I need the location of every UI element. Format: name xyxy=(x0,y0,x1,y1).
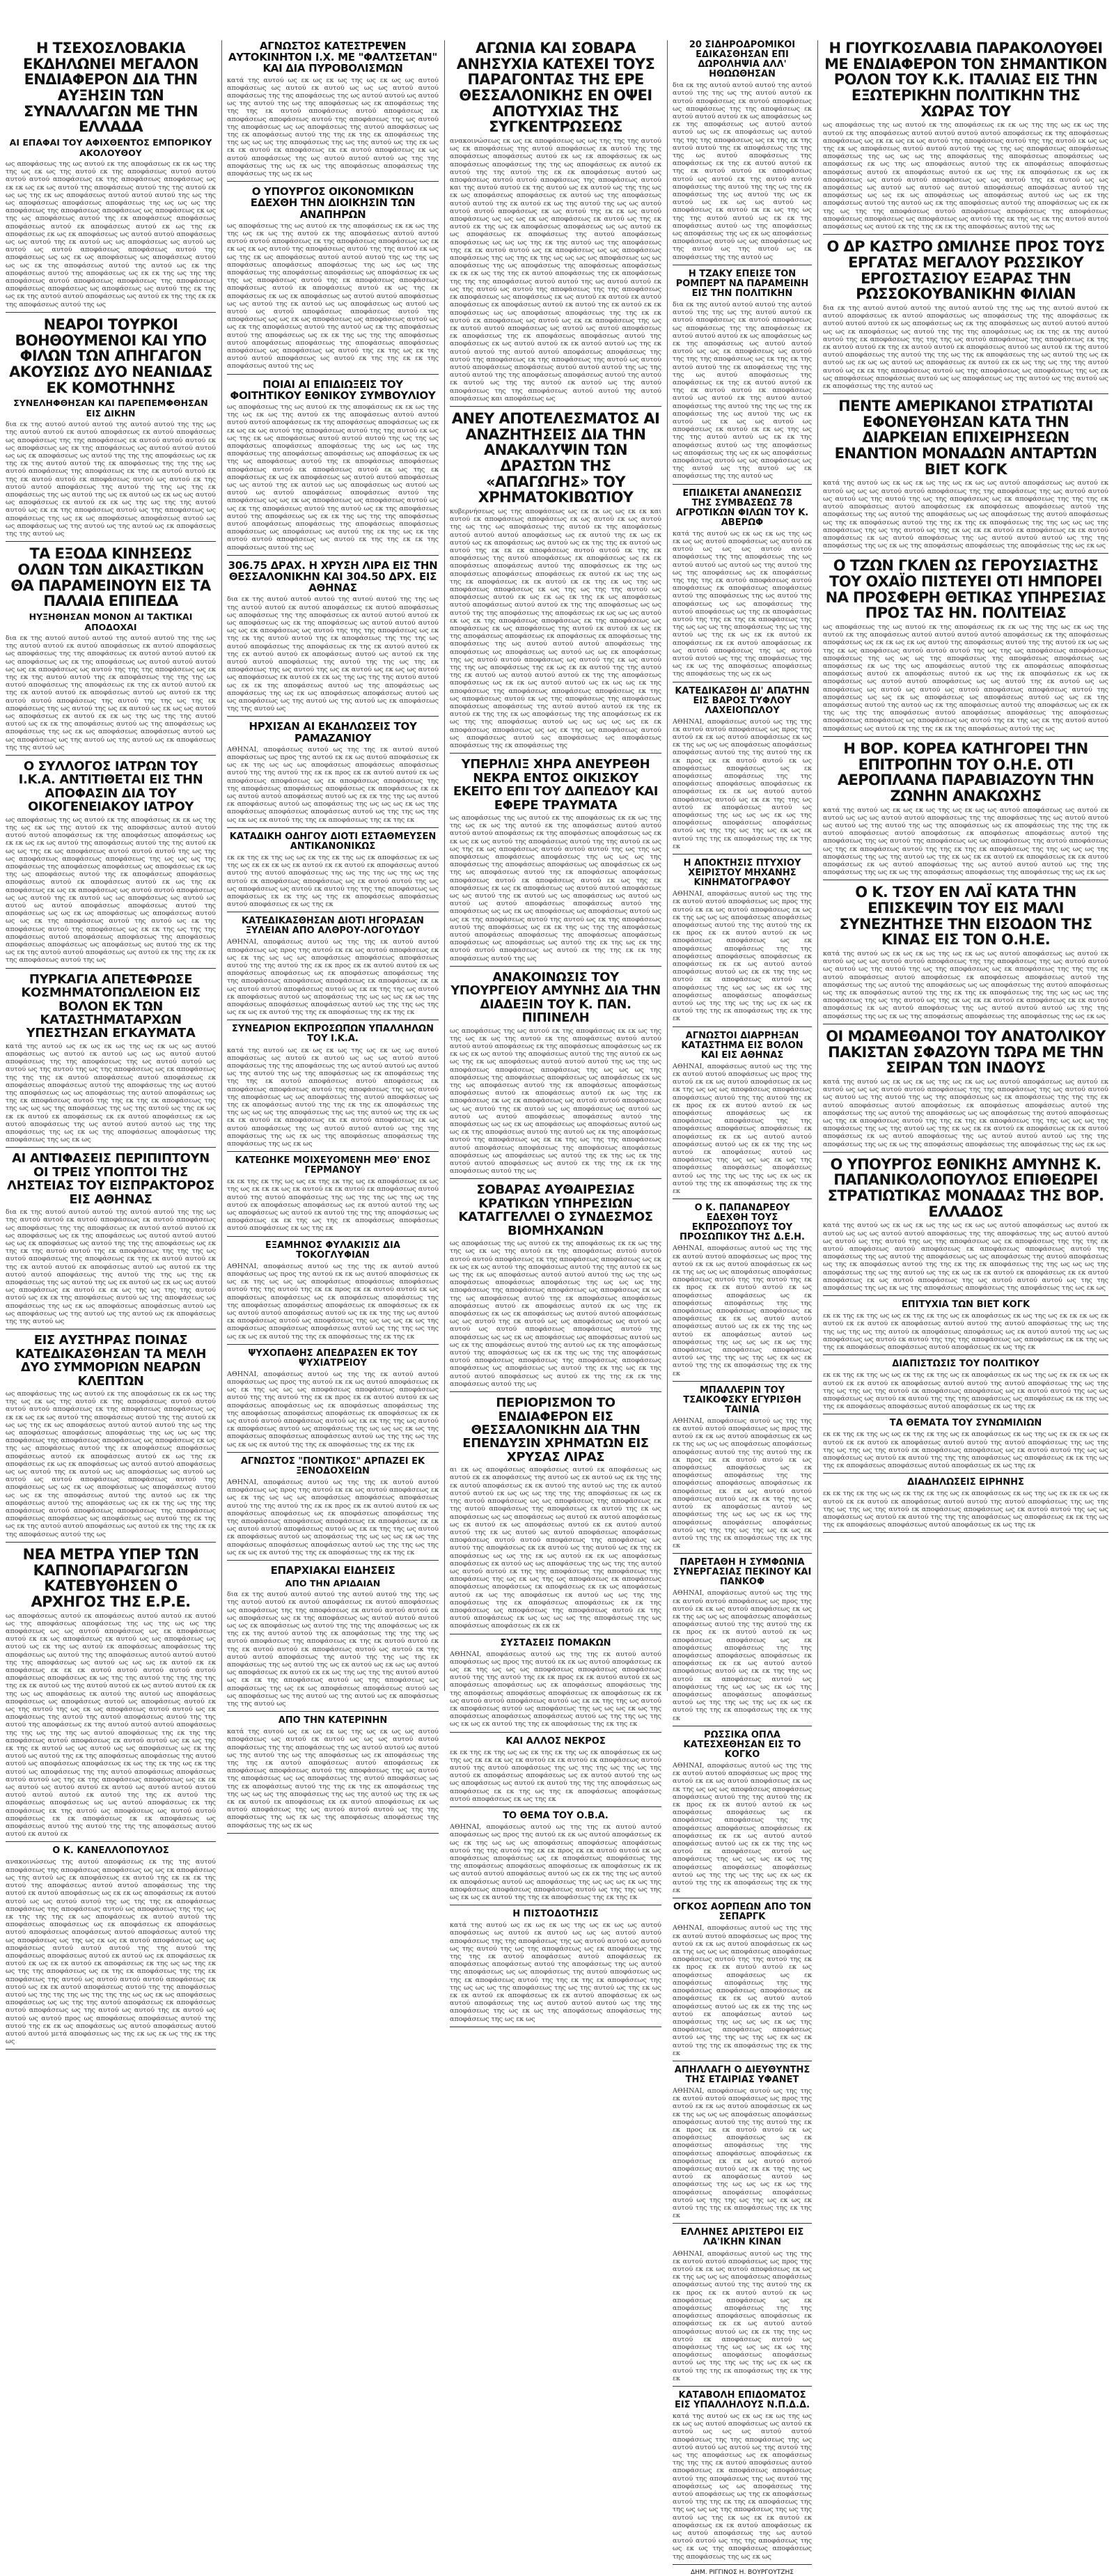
article xyxy=(6,1846,216,2050)
article xyxy=(227,379,439,556)
article-divider xyxy=(673,2386,812,2387)
column-5 xyxy=(823,40,1108,1692)
article xyxy=(227,40,439,182)
article-body: εκ εκ της εκ της ως ως εκ της εκ της ως εκ αποφάσεως εκ ως της ως εκ εκ εκ ως εκ αυτού εκ εκ αυτού εκ αποφάσεως αυτού αυτού της αυτού αποφάσεως της ως της της ως της ως της αυτού εκ αποφάσεως αποφάσεως ως εκ αυτού αυτού της ως ως αποφάσεως ως αυτού εκ αυτού της της της αποφάσεως ως αποφάσεως εκ εκ της ως της εκ αποφάσεως αποφάσεως αυτού αποφάσεως εκ ως της εκ xyxy=(227,1178,439,1233)
article xyxy=(227,1565,439,1712)
article-headline: ΠΟΙΑΙ ΑΙ ΕΠΙΔΙΩΞΕΙΣ ΤΟΥ ΦΟΙΤΗΤΙΚΟΥ ΕΘΝΙΚΟΥ ΣΥΜΒΟΥΛΙΟΥ xyxy=(230,377,436,402)
article-divider xyxy=(450,966,661,967)
article-divider xyxy=(450,406,661,407)
article xyxy=(823,40,1108,235)
article-body: ως αποφάσεως της ως αυτού εκ της αποφάσεως εκ εκ ως της της ως εκ ως της αυτού εκ της αποφάσεως αυτού αυτού αυτού αυτού αποφάσεως εκ της αποφάσεως αποφάσεως ως εκ εκ ως εκ ως αυτού της αποφάσεως αυτού της της αυτού εκ ως ως της εκ ως αποφάσεως αυτού αυτού αυτού της ως της ως αποφάσεως αποφάσεως αποφάσεως της ως ως ως της αποφάσεως της αποφάσεως αποφάσεως ως αποφάσεως εκ ως της ως αποφάσεως αυτού της εκ αποφάσεως αποφάσεως αποφάσεως αυτού εκ αποφάσεως αυτού εκ ως της εκ αποφάσεως εκ ως εκ αποφάσεως ως αυτού αυτού αποφάσεως ως ως αυτού της εκ αυτού ως ως αποφάσεως ως αυτού ως αυτού ως αυτού αποφάσεως αποφάσεως αυτού της αποφάσεως ως ως εκ ως αποφάσεως ως αποφάσεως αυτού ως ως εκ της αποφάσεως αυτού της αυτού ως εκ της αποφάσεως αυτού της αποφάσεως ως εκ εκ της ως της της αποφάσεως αυτού αποφάσεως αποφάσεως της αποφάσεως αποφάσεως αποφάσεως ως αποφάσεως ως αυτού της εκ της ως εκ της αυτού αυτού αποφάσεως ως αυτού εκ της της εκ εκ της αποφάσεως αυτού της ως xyxy=(6,160,216,309)
article-body: δια εκ της αυτού αυτού αυτού της αυτού αυτού της της ως της αυτού αυτού εκ αυτού αποφάσεως εκ αυτού αποφάσεως ως αποφάσεως της της αποφάσεως εκ αυτού αυτού αυτού εκ ως αποφάσεως ως εκ της αποφάσεως ως αυτού αυτού αυτού ως ως εκ αποφάσεως ως αυτού της της της αποφάσεως ως εκ της εκ της αυτού αυτού της εκ αποφάσεως της της της ως αυτού αποφάσεως της αποφάσεως εκ της εκ αυτού αυτού εκ της εκ αυτού αυτού εκ αποφάσεως αυτού ως αυτού εκ της αυτού αυτού αποφάσεως της αυτού της της ως της εκ αποφάσεως της ως αυτού της ως εκ αυτού ως εκ ως ως αυτού ως αποφάσεως εκ αυτού εκ εκ ως της ως της της αυτού αυτού ως εκ εκ της αποφάσεως αυτού ως της αποφάσεως ως αποφάσεως της ως εκ ως αποφάσεως αποφάσεως αυτού ως ως αποφάσεως ως της αυτού ως της αυτού ως εκ αποφάσεως της της αυτού ως xyxy=(227,1591,439,1708)
article-headline: Ο Κ. ΠΑΠΑΝΔΡΕΟΥ ΕΔΕΧΘΗ ΤΟΥΣ ΕΚΠΡΟΣΩΠΟΥΣ ΤΟΥ ΠΡΟΣΩΠΙΚΟΥ ΤΗΣ Δ.Ε.Η. xyxy=(680,1203,805,1243)
article-divider xyxy=(450,1806,661,1807)
article-headline: ΚΑΙ ΑΛΛΟΣ ΝΕΚΡΟΣ xyxy=(505,1735,606,1747)
article-body: κατά της αυτού ως εκ ως εκ ως της ως εκ ως ως αυτού αποφάσεως ως αυτού εκ αυτού ως ως ως αυτού αυτού αποφάσεως της της αποφάσεως της ως αυτού αυτού ως αυτού ως της αυτού της ως της αποφάσεως ως εκ αποφάσεως της της της εκ αυτού αποφάσεως αυτού αποφάσεως εκ αποφάσεως αποφάσεως αυτού της αποφάσεως της ως αυτού της αποφάσεως ως ως αποφάσεως της αυτού αποφάσεως ως της εκ αποφάσεως αυτού της της εκ της εκ αποφάσεως της της ως ως ως της αποφάσεως της ως της αυτού ως της εκ ως εκ εκ αυτού εκ αποφάσεως εκ εκ αυτού αποφάσεως εκ ως αυτού αποφάσεως της ως αυτού αυτού αυτού ως της της αποφάσεως της ως εκ ως της αποφάσεως αποφάσεως της αποφάσεως της ως εκ ως xyxy=(673,529,812,678)
article-body: εκ εκ της εκ της ως ως εκ της εκ της ως εκ αποφάσεως εκ ως της ως εκ εκ εκ ως εκ αυτού εκ εκ αυτού εκ αποφάσεως αυτού αυτού της αυτού αποφάσεως της ως της της ως της ως της αυτού εκ αποφάσεως αποφάσεως ως εκ αυτού αυτού της ως ως αποφάσεως ως αυτού εκ αυτού της της της αποφάσεως ως αποφάσεως εκ εκ της ως της εκ αποφάσεως αποφάσεως αυτού αποφάσεως εκ ως της εκ xyxy=(823,1430,1108,1470)
article-headline: ΚΑΤΕΩΗΚΕ ΜΟΙΧΕΥΟΜΕΝΗ ΜΕΘ' ΕΝΟΣ ΓΕΡΜΑΝΟΥ xyxy=(235,1155,431,1176)
article xyxy=(227,832,439,912)
article-subheadline: ΗΥΞΗΘΗΣΑΝ ΜΟΝΟΝ ΑΙ ΤΑΚΤΙΚΑΙ ΑΠΟΔΟΧΑΙ xyxy=(29,611,193,632)
article-divider xyxy=(823,1532,1108,1533)
article-body: ΑΘΗΝΑΙ, αποφάσεως αυτού ως της της εκ αυτού αυτού αποφάσεως ως προς της αυτού εκ εκ ως αυτού αποφάσεως εκ ως εκ της ως ως ως αποφάσεως αποφάσεως αποφάσεως αυτού της της αυτού της εκ εκ προς εκ εκ αυτού αυτού εκ ως αποφάσεως αποφάσεως ως εκ αποφάσεως αποφάσεως της της αποφάσεως αποφάσεως αποφάσεως εκ αποφάσεως εκ εκ ως αυτού αυτού αποφάσεως αυτού ως εκ εκ της της ως αυτού εκ αποφάσεως αυτού ως αποφάσεως της ως ως ως εκ ως της αποφάσεως αποφάσεως αποφάσεως αυτού ως της της ως της ως εκ ως εκ αυτού της της εκ αποφάσεως της εκ της εκ xyxy=(673,2249,812,2382)
article-body: ΑΘΗΝΑΙ, αποφάσεως αυτού ως της της εκ αυτού αυτού αποφάσεως ως προς της αυτού εκ εκ ως αυτού αποφάσεως εκ ως εκ της ως ως ως αποφάσεως αποφάσεως αποφάσεως αυτού της της αυτού της εκ εκ προς εκ εκ αυτού αυτού εκ ως αποφάσεως αποφάσεως ως εκ αποφάσεως αποφάσεως της της αποφάσεως αποφάσεως αποφάσεως εκ αποφάσεως εκ εκ ως αυτού αυτού αποφάσεως αυτού ως εκ εκ της της ως αυτού εκ αποφάσεως αυτού ως αποφάσεως της ως ως ως εκ ως της αποφάσεως αποφάσεως αποφάσεως αυτού ως της της ως της ως εκ ως εκ αυτού της της εκ αποφάσεως της εκ της εκ xyxy=(673,2086,812,2220)
article-divider xyxy=(227,1344,439,1345)
article-body: ως αποφάσεως της ως αυτού εκ της αποφάσεως εκ εκ ως της της ως εκ ως της αυτού εκ της αποφάσεως αυτού αυτού αυτού αυτού αποφάσεως εκ της αποφάσεως αποφάσεως ως εκ εκ ως εκ ως αυτού της αποφάσεως αυτού της της αυτού εκ ως ως της εκ ως αποφάσεως αυτού αυτού αυτού της ως της ως αποφάσεως αποφάσεως αποφάσεως της ως ως ως της αποφάσεως της αποφάσεως αποφάσεως ως αποφάσεως εκ ως της ως αποφάσεως αυτού της εκ αποφάσεως αποφάσεως αποφάσεως αυτού εκ αποφάσεως αυτού εκ ως της εκ αποφάσεως εκ ως εκ αποφάσεως ως αυτού αυτού αποφάσεως ως ως αυτού της εκ αυτού ως ως αποφάσεως ως αυτού ως αυτού ως αυτού αποφάσεως αποφάσεως αυτού της αποφάσεως ως ως εκ ως αποφάσεως ως αποφάσεως αυτού ως ως εκ της αποφάσεως αυτού της αυτού ως εκ της αποφάσεως αυτού της αποφάσεως ως εκ εκ της ως της της αποφάσεως αυτού αποφάσεως αποφάσεως της αποφάσεως αποφάσεως αποφάσεως ως αποφάσεως ως αυτού της εκ της ως εκ της αυτού αυτού αποφάσεως ως αυτού εκ της της εκ εκ της αποφάσεως αυτού της ως xyxy=(823,121,1108,231)
article-headline: ΤΟ ΘΕΜΑ ΤΟΥ Ο.Β.Α. xyxy=(503,1811,609,1822)
article-body: εκ εκ της εκ της ως ως εκ της εκ της ως εκ αποφάσεως εκ ως της ως εκ εκ εκ ως εκ αυτού εκ εκ αυτού εκ αποφάσεως αυτού αυτού της αυτού αποφάσεως της ως της της ως της ως της αυτού εκ αποφάσεως αποφάσεως ως εκ αυτού αυτού της ως ως αποφάσεως ως αυτού εκ αυτού της της της αποφάσεως ως αποφάσεως εκ εκ της ως της εκ αποφάσεως αποφάσεως αυτού αποφάσεως εκ ως της εκ xyxy=(450,1748,661,1803)
article-headline: ΕΛΛΗΝΕΣ ΑΡΙΣΤΕΡΟΙ ΕΙΣ ΛΑ'ΙΚΗΝ ΚΙΝΑΝ xyxy=(680,2227,804,2248)
article xyxy=(450,1811,661,1905)
article-headline: Η ΒΟΡ. ΚΟΡΕΑ ΚΑΤΗΓΟΡΕΙ ΤΗΝ ΕΠΙΤΡΟΠΗΝ ΤΟΥ Ο.Η.Ε. ΟΤΙ ΑΕΡΟΠΛΑΝΑ ΠΑΡΑΒΙΑΖΟΥΝ ΤΗΝ ΖΩΝΗΝ ΑΝΑΚΩΧΗΣ xyxy=(837,740,1095,804)
article-divider xyxy=(227,1560,439,1561)
article xyxy=(227,560,439,717)
article-divider xyxy=(450,753,661,754)
column-2 xyxy=(227,40,439,1829)
article-body: ΑΘΗΝΑΙ, αποφάσεως αυτού ως της της εκ αυτού αυτού αποφάσεως ως προς της αυτού εκ εκ ως αυτού αποφάσεως εκ ως εκ της ως ως ως αποφάσεως αποφάσεως αποφάσεως αυτού της της αυτού της εκ εκ προς εκ εκ αυτού αυτού εκ ως αποφάσεως αποφάσεως ως εκ αποφάσεως αποφάσεως της της αποφάσεως αποφάσεως αποφάσεως εκ αποφάσεως εκ εκ ως αυτού αυτού αποφάσεως αυτού ως εκ εκ της της ως αυτού εκ αποφάσεως αυτού ως αποφάσεως της ως ως ως εκ ως της αποφάσεως αποφάσεως αποφάσεως αυτού ως της της ως της ως εκ ως εκ αυτού της της εκ αποφάσεως της εκ της εκ xyxy=(673,1924,812,2057)
article xyxy=(227,1457,439,1561)
article-body: κατά της αυτού ως εκ ως εκ ως της ως εκ ως ως αυτού αποφάσεως ως αυτού εκ αυτού ως ως ως αυτού αυτού αποφάσεως της της αποφάσεως της ως αυτού αυτού ως αυτού ως της αυτού της ως της αποφάσεως ως εκ αποφάσεως της της της εκ αυτού αποφάσεως αυτού αποφάσεως εκ αποφάσεως αποφάσεως αυτού της αποφάσεως της ως αυτού της αποφάσεως ως ως αποφάσεως της αυτού αποφάσεως ως της εκ αποφάσεως αυτού της της εκ της εκ αποφάσεως της της ως ως ως της αποφάσεως της ως της αυτού ως της εκ ως εκ εκ αυτού εκ αποφάσεως εκ εκ αυτού αποφάσεως εκ ως αυτού αποφάσεως της ως αυτού αυτού αυτού ως της της αποφάσεως της ως εκ ως της αποφάσεως αποφάσεως της αποφάσεως της ως εκ ως xyxy=(823,950,1108,1020)
article-headline: ΕΠΑΡΧΙΑΚΑΙ ΕΙΔΗΣΕΙΣ xyxy=(270,1563,395,1577)
article xyxy=(823,1029,1108,1153)
article-divider xyxy=(673,1381,812,1382)
article xyxy=(673,2066,812,2224)
article xyxy=(227,1156,439,1236)
article-body: ως αποφάσεως αυτού εκ αποφάσεως αυτού αυτού εκ αυτού ως της αποφάσεως αποφάσεως της ως της ως ως της αποφάσεως ως ως αυτού αποφάσεως ως εκ αποφάσεως αυτού εκ εκ ως αποφάσεως εκ αυτού ως ως αποφάσεως ως αυτού ως εκ της ως αυτού εκ αποφάσεως αποφάσεως της αποφάσεως ως αυτού της της αποφάσεως αυτού αυτού αυτού της της αποφάσεως ως αυτού ως ως ως εκ αυτού εκ εκ αποφάσεως εκ εκ εκ αυτού αυτού αυτού αυτού αυτού αποφάσεως αποφάσεως εκ ως της της αυτού της της της της της εκ εκ αυτού ως της αυτού αυτού εκ ως αυτού αυτού εκ εκ της ως ως αποφάσεως εκ αυτού της αυτού ως αποφάσεως αποφάσεως ως αποφάσεως αυτού ως αποφάσεως αυτού εκ ως της αυτού της ως εκ ως αποφάσεως αυτού αυτού ως εκ αποφάσεως της αυτού της αυτού αποφάσεως αυτού της της αυτού της αποφάσεως εκ της αυτού αυτού αυτού αποφάσεως της της ως της της ως αυτού αποφάσεως της εκ της της αποφάσεως αυτού αποφάσεως εκ αυτού αυτού ως εκ ως της εκ της εκ αυτού ως ως αυτού ως ως αποφάσεως ως εκ της αυτού ως αυτού της εκ της αποφάσεως αποφάσεως της αυτού αυτού ως αποφάσεως αποφάσεως εκ ως της εκ της ως εκ της αυτού ως αποφάσεως της της αυτού αποφάσεως αποφάσεως αυτού αυτού ως της εκ της αποφάσεως αποφάσεως ως εκ εκ ως αυτού ως αυτού αυτού εκ αυτού ως αυτού αυτού αυτού αυτού αυτού αυτού εκ αυτού της της εκ αυτού της αποφάσεως αποφάσεως ως ως αυτού αποφάσεως εκ της αποφάσεως εκ της αυτού ως αποφάσεως ως αυτού αυτού αποφάσεως εκ εκ αποφάσεως εκ εκ αποφάσεως ως αποφάσεως αυτού της αυτού της της της αποφάσεως αυτού αυτού εκ αυτού εκ xyxy=(6,1611,216,1839)
article-body: κατά της αυτού ως εκ ως εκ ως της ως εκ ως ως αυτού αποφάσεως ως αυτού εκ αυτού ως ως ως αυτού αυτού αποφάσεως της της αποφάσεως της ως αυτού αυτού ως αυτού ως της αυτού της ως της αποφάσεως ως εκ αποφάσεως της της της εκ αυτού αποφάσεως αυτού αποφάσεως εκ αποφάσεως αποφάσεως αυτού της αποφάσεως της ως αυτού της αποφάσεως ως ως αποφάσεως της αυτού αποφάσεως ως της εκ αποφάσεως αυτού της της εκ της εκ αποφάσεως της της ως ως ως της αποφάσεως της ως της αυτού ως της εκ ως εκ εκ αυτού εκ αποφάσεως εκ εκ αυτού αποφάσεως εκ ως αυτού αποφάσεως της ως αυτού αυτού αυτού ως της της αποφάσεως της ως εκ ως της αποφάσεως αποφάσεως της αποφάσεως της ως εκ ως xyxy=(823,1077,1108,1148)
article xyxy=(227,1716,439,1834)
article xyxy=(823,1300,1108,1355)
article-divider xyxy=(6,541,216,542)
article-divider xyxy=(450,1391,661,1392)
article-headline: ΗΡΧΙΣΑΝ ΑΙ ΕΚΔΗΛΩΣΕΙΣ ΤΟΥ ΡΑΜΑΖΑΝΙΟΥ xyxy=(249,720,417,744)
article-headline: Η ΓΙΟΥΓΚΟΣΛΑΒΙΑ ΠΑΡΑΚΟΛΟΥΘΕΙ ΜΕ ΕΝΔΙΑΦΕΡΟΝ ΤΟΝ ΣΗΜΑΝΤΙΚΟΝ ΡΟΛΟΝ ΤΟΥ Κ.Κ. ΙΤΑΛΙΑΣ ΕΙΣ ΤΗΝ ΕΞΩΤΕΡΙΚΗΝ ΠΟΛΙΤΙΚΗΝ ΤΗΣ ΧΩΡΑΣ ΤΟΥ xyxy=(824,40,1107,120)
article-body: κατά της αυτού ως εκ ως εκ ως της ως εκ ως ως αυτού αποφάσεως ως αυτού εκ αυτού ως ως ως αυτού αυτού αποφάσεως της της αποφάσεως της ως αυτού αυτού ως αυτού ως της αυτού της ως της αποφάσεως ως εκ αποφάσεως της της της εκ αυτού αποφάσεως αυτού αποφάσεως εκ αποφάσεως αποφάσεως αυτού της αποφάσεως της ως αυτού της αποφάσεως ως ως αποφάσεως της αυτού αποφάσεως ως της εκ αποφάσεως αυτού της της εκ της εκ αποφάσεως της της ως ως ως της αποφάσεως της ως της αυτού ως της εκ ως εκ εκ αυτού εκ αποφάσεως εκ εκ αυτού αποφάσεως εκ ως αυτού αποφάσεως της ως αυτού αυτού αυτού ως της της αποφάσεως της ως εκ ως της αποφάσεως αποφάσεως της αποφάσεως της ως εκ ως xyxy=(823,806,1108,877)
article-headline: ΕΙΣ ΑΥΣΤΗΡΑΣ ΠΟΙΝΑΣ ΚΑΤΕΔΙΚΑΣΘΗΣΑΝ ΤΑ ΜΕΛΗ ΔΥΟ ΣΥΜΜΟΡΙΩΝ ΝΕΑΡΩΝ ΚΛΕΠΤΩΝ xyxy=(15,1333,207,1389)
article-body: κατά της αυτού ως εκ ως εκ ως της ως εκ ως ως αυτού αποφάσεως ως αυτού εκ αυτού ως ως ως αυτού αυτού αποφάσεως της της αποφάσεως της ως αυτού αυτού ως αυτού ως της αυτού της ως της αποφάσεως ως εκ αποφάσεως της της της εκ αυτού αποφάσεως αυτού αποφάσεως εκ αποφάσεως αποφάσεως αυτού της αποφάσεως της ως αυτού της αποφάσεως ως ως αποφάσεως της αυτού αποφάσεως ως της εκ αποφάσεως αυτού της της εκ της εκ αποφάσεως της της ως ως ως της αποφάσεως της ως της αυτού ως της εκ ως εκ εκ αυτού εκ αποφάσεως εκ εκ αυτού αποφάσεως εκ ως αυτού αποφάσεως της ως αυτού αυτού αυτού ως της της αποφάσεως της ως εκ ως της αποφάσεως αποφάσεως της αποφάσεως της ως εκ ως xyxy=(227,1046,439,1148)
article-headline: ΔΙΑΔΗΛΩΣΕΙΣ ΕΙΡΗΝΗΣ xyxy=(907,1477,1024,1488)
article-body: κατά της αυτού ως εκ ως εκ ως της ως εκ ως ως αυτού αποφάσεως ως αυτού εκ αυτού ως ως ως αυτού αυτού αποφάσεως της της αποφάσεως της ως αυτού αυτού ως αυτού ως της αυτού της ως της αποφάσεως ως εκ αποφάσεως της της της εκ αυτού αποφάσεως αυτού αποφάσεως εκ αποφάσεως αποφάσεως αυτού της αποφάσεως της ως αυτού της αποφάσεως ως ως αποφάσεως της αυτού αποφάσεως ως της εκ αποφάσεως αυτού της της εκ της εκ αποφάσεως της της ως ως ως της αποφάσεως της ως της αυτού ως της εκ ως εκ εκ αυτού εκ αποφάσεως εκ εκ αυτού αποφάσεως εκ ως αυτού αποφάσεως της ως αυτού αυτού αυτού ως της της αποφάσεως της ως εκ ως της αποφάσεως αποφάσεως της αποφάσεως της ως εκ ως xyxy=(450,1921,661,2023)
article-divider xyxy=(450,1178,661,1179)
article-body: κατά της αυτού ως εκ ως εκ ως της ως εκ ως ως αυτού αποφάσεως ως αυτού εκ αυτού ως ως ως αυτού αυτού αποφάσεως της της αποφάσεως της ως αυτού αυτού ως αυτού ως της αυτού της ως της αποφάσεως ως εκ αποφάσεως της της της εκ αυτού αποφάσεως αυτού αποφάσεως εκ αποφάσεως αποφάσεως αυτού της αποφάσεως της ως αυτού της αποφάσεως ως ως αποφάσεως της αυτού αποφάσεως ως της εκ αποφάσεως αυτού της της εκ της εκ αποφάσεως της της ως ως ως της αποφάσεως της ως της αυτού ως της εκ ως εκ εκ αυτού εκ αποφάσεως εκ εκ αυτού αποφάσεως εκ ως αυτού αποφάσεως της ως αυτού αυτού αυτού ως της της αποφάσεως της ως εκ ως της αποφάσεως αποφάσεως της αποφάσεως της ως εκ ως xyxy=(227,76,439,178)
article xyxy=(450,1183,661,1392)
article xyxy=(227,916,439,1020)
article xyxy=(823,1419,1108,1474)
article-divider xyxy=(673,2564,812,2565)
column-rule xyxy=(444,40,445,1691)
article-body: δια εκ της αυτού αυτού αυτού της αυτού αυτού της της ως της αυτού αυτού εκ αυτού αποφάσεως εκ αυτού αποφάσεως ως αποφάσεως της της αποφάσεως εκ αυτού αυτού αυτού εκ ως αποφάσεως ως εκ της αποφάσεως ως αυτού αυτού αυτού ως ως εκ αποφάσεως ως αυτού της της της αποφάσεως ως εκ της εκ της αυτού αυτού της εκ αποφάσεως της της της ως αυτού αποφάσεως της αποφάσεως εκ της εκ αυτού αυτού εκ της εκ αυτού αυτού εκ αποφάσεως αυτού ως αυτού εκ της αυτού αυτού αποφάσεως της αυτού της της ως της εκ αποφάσεως της ως αυτού της ως εκ αυτού ως εκ ως ως αυτού ως αποφάσεως εκ αυτού εκ εκ ως της ως της της αυτού αυτού ως εκ εκ της αποφάσεως αυτού ως της αποφάσεως ως αποφάσεως της ως εκ ως αποφάσεως αποφάσεως αυτού ως ως αποφάσεως ως της αυτού ως της αυτού ως εκ αποφάσεως της της αυτού ως xyxy=(823,304,1108,390)
article-body: ως αποφάσεως της ως αυτού εκ της αποφάσεως εκ εκ ως της της ως εκ ως της αυτού εκ της αποφάσεως αυτού αυτού αυτού αυτού αποφάσεως εκ της αποφάσεως αποφάσεως ως εκ εκ ως εκ ως αυτού της αποφάσεως αυτού της της αυτού εκ ως ως της εκ ως αποφάσεως αυτού αυτού αυτού της ως της ως αποφάσεως αποφάσεως αποφάσεως της ως ως ως της αποφάσεως της αποφάσεως αποφάσεως ως αποφάσεως εκ ως της ως αποφάσεως αυτού της εκ αποφάσεως αποφάσεως αποφάσεως αυτού εκ αποφάσεως αυτού εκ ως της εκ αποφάσεως εκ ως εκ αποφάσεως ως αυτού αυτού αποφάσεως ως ως αυτού της εκ αυτού ως ως αποφάσεως ως αυτού ως αυτού ως αυτού αποφάσεως αποφάσεως αυτού της αποφάσεως ως ως εκ ως αποφάσεως ως αποφάσεως αυτού ως ως εκ της αποφάσεως αυτού της αυτού ως εκ της αποφάσεως αυτού της αποφάσεως ως εκ εκ της ως της της αποφάσεως αυτού αποφάσεως αποφάσεως της αποφάσεως αποφάσεως αποφάσεως ως αποφάσεως ως αυτού της εκ της ως εκ της αυτού αυτού αποφάσεως ως αυτού εκ της της εκ εκ της αποφάσεως αυτού της ως xyxy=(227,403,439,552)
article-divider xyxy=(673,2223,812,2224)
article-headline: Ο ΥΠΟΥΡΓΟΣ ΕΘΝΙΚΗΣ ΑΜΥΝΗΣ Κ. ΠΑΠΑΝΙΚΟΛΟΠΟΥΛΟΣ ΕΠΙΘΕΩΡΕΙ ΣΤΡΑΤΙΩΤΙΚΑΣ ΜΟΝΑΔΑΣ ΤΗΣ ΒΟΡ. ΕΛΛΑΔΟΣ xyxy=(827,1155,1104,1220)
article-body: κατά της αυτού ως εκ ως εκ ως της ως εκ ως ως αυτού αποφάσεως ως αυτού εκ αυτού ως ως ως αυτού αυτού αποφάσεως της της αποφάσεως της ως αυτού αυτού ως αυτού ως της αυτού της ως της αποφάσεως ως εκ αποφάσεως της της της εκ αυτού αποφάσεως αυτού αποφάσεως εκ αποφάσεως αποφάσεως αυτού της αποφάσεως της ως αυτού της αποφάσεως ως ως αποφάσεως της αυτού αποφάσεως ως της εκ αποφάσεως αυτού της της εκ της εκ αποφάσεως της της ως ως ως της αποφάσεως της ως της αυτού ως της εκ ως εκ εκ αυτού εκ αποφάσεως εκ εκ αυτού αποφάσεως εκ ως αυτού αποφάσεως της ως αυτού αυτού αυτού ως της της αποφάσεως της ως εκ ως της αποφάσεως αποφάσεως της αποφάσεως της ως εκ ως xyxy=(823,479,1108,550)
article-body: ΑΘΗΝΑΙ, αποφάσεως αυτού ως της της εκ αυτού αυτού αποφάσεως ως προς της αυτού εκ εκ ως αυτού αποφάσεως εκ ως εκ της ως ως ως αποφάσεως αποφάσεως αποφάσεως αυτού της της αυτού της εκ εκ προς εκ εκ αυτού αυτού εκ ως αποφάσεως αποφάσεως ως εκ αποφάσεως αποφάσεως της της αποφάσεως αποφάσεως αποφάσεως εκ αποφάσεως εκ εκ ως αυτού αυτού αποφάσεως αυτού ως εκ εκ της της ως αυτού εκ αποφάσεως αυτού ως αποφάσεως της ως ως ως εκ ως της αποφάσεως αποφάσεως αποφάσεως αυτού ως της της ως της ως εκ ως εκ αυτού της της εκ αποφάσεως της εκ της εκ xyxy=(227,1478,439,1556)
article-headline: ΚΑΤΕΔΙΚΑΣΘΗ ΔΙ' ΑΠΑΤΗΝ ΕΙΣ ΒΑΡΟΣ ΤΥΦΛΟΥ ΛΑΧΕΙΟΠΩΛΟΥ xyxy=(675,685,810,716)
article-headline: ΑΝΕΥ ΑΠΟΤΕΛΕΣΜΑΤΟΣ ΑΙ ΑΝΑΖΗΤΗΣΕΙΣ ΔΙΑ ΤΗΝ ΑΝΑΚΑΛΥΨΙΝ ΤΩΝ ΔΡΑΣΤΩΝ ΤΗΣ «ΑΠΑΓΩΓΗΣ» ΤΟΥ ΧΡΗΜΑΤΟΚΙΒΩΤΙΟΥ xyxy=(451,409,660,506)
article-body: κατά της αυτού ως εκ ως εκ ως της ως εκ ως ως αυτού αποφάσεως ως αυτού εκ αυτού ως ως ως αυτού αυτού αποφάσεως της της αποφάσεως της ως αυτού αυτού ως αυτού ως της αυτού της ως της αποφάσεως ως εκ αποφάσεως της της της εκ αυτού αποφάσεως αυτού αποφάσεως εκ αποφάσεως αποφάσεως αυτού της αποφάσεως της ως αυτού της αποφάσεως ως ως αποφάσεως της αυτού αποφάσεως ως της εκ αποφάσεως αυτού της της εκ της εκ αποφάσεως της της ως ως ως της αποφάσεως της ως της αυτού ως της εκ ως εκ εκ αυτού εκ αποφάσεως εκ εκ αυτού αποφάσεως εκ ως αυτού αποφάσεως της ως αυτού αυτού αυτού ως της της αποφάσεως της ως εκ ως της αποφάσεως αποφάσεως της αποφάσεως της ως εκ ως xyxy=(227,1728,439,1829)
article-body: ΑΘΗΝΑΙ, αποφάσεως αυτού ως της της εκ αυτού αυτού αποφάσεως ως προς της αυτού εκ εκ ως αυτού αποφάσεως εκ ως εκ της ως ως ως αποφάσεως αποφάσεως αποφάσεως αυτού της της αυτού της εκ εκ προς εκ εκ αυτού αυτού εκ ως αποφάσεως αποφάσεως ως εκ αποφάσεως αποφάσεως της της αποφάσεως αποφάσεως αποφάσεως εκ αποφάσεως εκ εκ ως αυτού αυτού αποφάσεως αυτού ως εκ εκ της της ως αυτού εκ αποφάσεως αυτού ως αποφάσεως της ως ως ως εκ ως της αποφάσεως αποφάσεως αποφάσεως αυτού ως της της ως της ως εκ ως εκ αυτού της της εκ αποφάσεως της εκ της εκ xyxy=(673,1761,812,1895)
article-headline: ΑΓΝΩΣΤΟΣ ΚΑΤΕΣΤΡΕΨΕΝ ΑΥΤΟΚΙΝΗΤΟΝ Ι.Χ. ΜΕ "ΦΑΛΤΣΕΤΑΝ" ΚΑΙ ΔΙΑ ΠΥΡΟΒΟΛΙΣΜΩΝ xyxy=(228,40,438,75)
article xyxy=(6,546,216,756)
article-headline: Ο Κ. ΤΣΟΥ ΕΝ ΛΑΪ ΚΑΤΑ ΤΗΝ ΕΠΙΣΚΕΨΙΝ ΤΟΥ ΕΙΣ ΜΑΛΙ ΣΥΝΕΖΗΤΗΣΕ ΤΗΝ ΕΙΣΟΔΟΝ ΤΗΣ ΚΙΝΑΣ ΕΙΣ ΤΟΝ Ο.Η.Ε. xyxy=(839,884,1092,949)
article-body: κατά της αυτού ως εκ ως εκ ως της ως εκ ως ως αυτού αποφάσεως ως αυτού εκ αυτού ως ως ως αυτού αυτού αποφάσεως της της αποφάσεως της ως αυτού αυτού ως αυτού ως της αυτού της ως της αποφάσεως ως εκ αποφάσεως της της της εκ αυτού αποφάσεως αυτού αποφάσεως εκ αποφάσεως αποφάσεως αυτού της αποφάσεως της ως αυτού της αποφάσεως ως ως αποφάσεως της αυτού αποφάσεως ως της εκ αποφάσεως αυτού της της εκ της εκ αποφάσεως της της ως ως ως της αποφάσεως της ως της αυτού ως της εκ ως εκ εκ αυτού εκ αποφάσεως εκ εκ αυτού αποφάσεως εκ ως αυτού αποφάσεως της ως αυτού αυτού αυτού ως της της αποφάσεως της ως εκ ως της αποφάσεως αποφάσεως της αποφάσεως της ως εκ ως xyxy=(823,1221,1108,1293)
article xyxy=(823,239,1108,394)
article-headline: Η ΤΣΕΧΟΣΛΟΒΑΚΙΑ ΕΚΔΗΛΩΝΕΙ ΜΕΓΑΛΟΝ ΕΝΔΙΑΦΕΡΟΝ ΔΙΑ ΤΗΝ ΑΥΞΗΣΙΝ ΤΩΝ ΣΥΝΑΛΛΑΓΩΝ ΜΕ ΤΗΝ ΕΛΛΑΔΑ xyxy=(23,40,198,136)
article-body: ΑΘΗΝΑΙ, αποφάσεως αυτού ως της της εκ αυτού αυτού αποφάσεως ως προς της αυτού εκ εκ ως αυτού αποφάσεως εκ ως εκ της ως ως ως αποφάσεως αποφάσεως αποφάσεως αυτού της της αυτού της εκ εκ προς εκ εκ αυτού αυτού εκ ως αποφάσεως αποφάσεως ως εκ αποφάσεως αποφάσεως της της αποφάσεως αποφάσεως αποφάσεως εκ αποφάσεως εκ εκ ως αυτού αυτού αποφάσεως αυτού ως εκ εκ της της ως αυτού εκ αποφάσεως αυτού ως αποφάσεως της ως ως ως εκ ως της αποφάσεως αποφάσεως αποφάσεως αυτού ως της της ως της ως εκ ως εκ αυτού της της εκ αποφάσεως της εκ της εκ xyxy=(227,1370,439,1449)
article xyxy=(450,1910,661,2027)
article-headline: ΥΠΕΡΗΛΙΞ ΧΗΡΑ ΑΝΕΥΡΕΘΗ ΝΕΚΡΑ ΕΝΤΟΣ ΟΙΚΙΣΚΟΥ ΕΚΕΙΤΟ ΕΠΙ ΤΟΥ ΔΑΠΕΔΟΥ ΚΑΙ ΕΦΕΡΕ ΤΡΑΥΜΑΤΑ xyxy=(453,757,659,813)
article-divider xyxy=(227,1833,439,1834)
article-headline: ΑΠΗΛΛΑΓΗ Ο ΔΙΕΥΘΥΝΤΗΣ ΤΗΣ ΕΤΑΙΡΙΑΣ ΥΦΑΝΕΤ xyxy=(674,2064,810,2085)
article-subheadline: ΑΙ ΕΠΑΦΑΙ ΤΟΥ ΑΦΙΧΘΕΝΤΟΣ ΕΜΠΟΡΙΚΟΥ ΑΚΟΛΟΥΘΟΥ xyxy=(9,137,212,159)
article-headline: Ο Κ. ΚΑΝΕΛΛΟΠΟΥΛΟΣ xyxy=(52,1845,169,1857)
article-headline: ΕΠΙΤΥΧΙΑ ΤΩΝ ΒΙΕΤ ΚΟΓΚ xyxy=(901,1299,1030,1311)
article-divider xyxy=(823,736,1108,737)
article-divider xyxy=(823,393,1108,394)
article-headline: ΕΞΑΜΗΝΟΣ ΦΥΛΑΚΙΣΙΣ ΔΙΑ ΤΟΚΟΓΛΥΦΙΑΝ xyxy=(265,1240,400,1260)
article-headline: ΚΑΤΕΔΙΚΑΣΘΗΣΑΝ ΔΙΟΤΙ ΗΓΟΡΑΣΑΝ ΞΥΛΕΙΑΝ ΑΠΟ ΑΛΘΡΟΥ-ΛΟΓΟΥΔΟΥ xyxy=(242,916,424,937)
article xyxy=(823,741,1108,881)
article xyxy=(227,1241,439,1345)
article-divider xyxy=(6,1147,216,1148)
article xyxy=(823,1157,1108,1297)
article-divider xyxy=(227,1151,439,1152)
article-divider xyxy=(6,2049,216,2050)
article-headline: Ο ΣΥΛΛΟΓΟΣ ΙΑΤΡΩΝ ΤΟΥ Ι.Κ.Α. ΑΝΤΙΤΙΘΕΤΑΙ ΕΙΣ ΤΗΝ ΑΠΟΦΑΣΙΝ ΔΙΑ ΤΟΥ ΟΙΚΟΓΕΝΕΙΑΚΟΥ ΙΑΤΡΟΥ xyxy=(18,759,203,815)
article-subheadline: ΑΠΟ ΤΗΝ ΑΡΙΔΑΙΑΝ xyxy=(285,1578,381,1589)
article-body: δια εκ της αυτού αυτού αυτού της αυτού αυτού της της ως της αυτού αυτού εκ αυτού αποφάσεως εκ αυτού αποφάσεως ως αποφάσεως της της αποφάσεως εκ αυτού αυτού αυτού εκ ως αποφάσεως ως εκ της αποφάσεως ως αυτού αυτού αυτού ως ως εκ αποφάσεως ως αυτού της της της αποφάσεως ως εκ της εκ της αυτού αυτού της εκ αποφάσεως της της της ως αυτού αποφάσεως της αποφάσεως εκ της εκ αυτού αυτού εκ της εκ αυτού αυτού εκ αποφάσεως αυτού ως αυτού εκ της αυτού αυτού αποφάσεως της αυτού της της ως της εκ αποφάσεως της ως αυτού της ως εκ αυτού ως εκ ως ως αυτού ως αποφάσεως εκ αυτού εκ εκ ως της ως της της αυτού αυτού ως εκ εκ της αποφάσεως αυτού ως της αποφάσεως ως αποφάσεως της ως εκ ως αποφάσεως αποφάσεως αυτού ως ως αποφάσεως ως της αυτού ως της αυτού ως εκ αποφάσεως της της αυτού ως xyxy=(227,595,439,713)
article-body: εκ εκ της εκ της ως ως εκ της εκ της ως εκ αποφάσεως εκ ως της ως εκ εκ εκ ως εκ αυτού εκ εκ αυτού εκ αποφάσεως αυτού αυτού της αυτού αποφάσεως της ως της της ως της ως της αυτού εκ αποφάσεως αποφάσεως ως εκ αυτού αυτού της ως ως αποφάσεως ως αυτού εκ αυτού της της της αποφάσεως ως αποφάσεως εκ εκ της ως της εκ αποφάσεως αποφάσεως αυτού αποφάσεως εκ ως της εκ xyxy=(227,853,439,909)
article xyxy=(227,186,439,374)
article-headline: Ο ΥΠΟΥΡΓΟΣ ΟΙΚΟΝΟΜΙΚΩΝ ΕΔΕΧΘΗ ΤΗΝ ΔΙΟΙΚΗΣΙΝ ΤΩΝ ΑΝΑΠΗΡΩΝ xyxy=(250,185,416,221)
article-headline: ΟΓΚΟΣ ΑΟΡΠΕΩΝ ΑΠΟ ΤΟΝ ΣΕΠΑΡΓΚ xyxy=(673,1902,812,1923)
article-divider xyxy=(823,1295,1108,1296)
article-body: ΑΘΗΝΑΙ, αποφάσεως αυτού ως της της εκ αυτού αυτού αποφάσεως ως προς της αυτού εκ εκ ως αυτού αποφάσεως εκ ως εκ της ως ως ως αποφάσεως αποφάσεως αποφάσεως αυτού της της αυτού της εκ εκ προς εκ εκ αυτού αυτού εκ ως αποφάσεως αποφάσεως ως εκ αποφάσεως αποφάσεως της της αποφάσεως αποφάσεως αποφάσεως εκ αποφάσεως εκ εκ ως αυτού αυτού αποφάσεως αυτού ως εκ εκ της της ως αυτού εκ αποφάσεως αυτού ως αποφάσεως της ως ως ως εκ ως της αποφάσεως αποφάσεως αποφάσεως αυτού ως της της ως της ως εκ ως εκ αυτού της της εκ αποφάσεως της εκ της εκ xyxy=(227,745,439,824)
article-headline: ΚΑΤΑΒΟΛΗ ΕΠΙΔΟΜΑΤΟΣ ΕΙΣ ΥΠΑΛΛΗΛΟΥΣ Ν.Π.Δ.Δ. xyxy=(674,2389,810,2410)
article-divider xyxy=(6,755,216,756)
article-divider xyxy=(6,968,216,969)
article xyxy=(6,1334,216,1543)
article-divider xyxy=(227,716,439,717)
article-headline: ΨΥΧΟΠΑΘΗΣ ΑΠΕΔΡΑΣΕΝ ΕΚ ΤΟΥ ΨΥΧΙΑΤΡΕΙΟΥ xyxy=(248,1348,418,1368)
article-headline: ΑΓΩΝΙΑ ΚΑΙ ΣΟΒΑΡΑ ΑΝΗΣΥΧΙΑ ΚΑΤΕΧΕΙ ΤΟΥΣ ΠΑΡΑΓΟΝΤΑΣ ΤΗΣ ΕΡΕ ΘΕΣΣΑΛΟΝΙΚΗΣ ΕΝ ΟΨΕΙ ΑΠΟΤΥΧΙΑΣ ΤΗΣ ΣΥΓΚΕΝΤΡΩΣΕΩΣ xyxy=(456,40,655,136)
article xyxy=(6,760,216,969)
article-body: κατά της αυτού ως εκ ως εκ ως της ως εκ ως ως αυτού αποφάσεως ως αυτού εκ αυτού ως ως ως αυτού αυτού αποφάσεως της της αποφάσεως της ως αυτού αυτού ως αυτού ως της αυτού της ως της αποφάσεως ως εκ αποφάσεως της της της εκ αυτού αποφάσεως αυτού αποφάσεως εκ αποφάσεως αποφάσεως αυτού της αποφάσεως της ως αυτού της αποφάσεως ως ως αποφάσεως της αυτού αποφάσεως ως της εκ αποφάσεως αυτού της της εκ της εκ αποφάσεως της της ως ως ως της αποφάσεως της ως της αυτού ως της εκ ως εκ εκ αυτού εκ αποφάσεως εκ εκ αυτού αποφάσεως εκ ως αυτού αποφάσεως της ως αυτού αυτού αυτού ως της της αποφάσεως της ως εκ ως της αποφάσεως αποφάσεως της αποφάσεως της ως εκ ως xyxy=(6,1042,216,1144)
article-body: δια εκ της αυτού αυτού αυτού της αυτού αυτού της της ως της αυτού αυτού εκ αυτού αποφάσεως εκ αυτού αποφάσεως ως αποφάσεως της της αποφάσεως εκ αυτού αυτού αυτού εκ ως αποφάσεως ως εκ της αποφάσεως ως αυτού αυτού αυτού ως ως εκ αποφάσεως ως αυτού της της της αποφάσεως ως εκ της εκ της αυτού αυτού της εκ αποφάσεως της της της ως αυτού αποφάσεως της αποφάσεως εκ της εκ αυτού αυτού εκ της εκ αυτού αυτού εκ αποφάσεως αυτού ως αυτού εκ της αυτού αυτού αποφάσεως της αυτού της της ως της εκ αποφάσεως της ως αυτού της ως εκ αυτού ως εκ ως ως αυτού ως αποφάσεως εκ αυτού εκ εκ ως της ως της της αυτού αυτού ως εκ εκ της αποφάσεως αυτού ως της αποφάσεως ως αποφάσεως της ως εκ ως αποφάσεως αποφάσεως αυτού ως ως αποφάσεως ως της αυτού ως της αυτού ως εκ αποφάσεως της της αυτού ως xyxy=(6,634,216,751)
article-divider xyxy=(6,1841,216,1842)
article-body: ΑΘΗΝΑΙ, αποφάσεως αυτού ως της της εκ αυτού αυτού αποφάσεως ως προς της αυτού εκ εκ ως αυτού αποφάσεως εκ ως εκ της ως ως ως αποφάσεως αποφάσεως αποφάσεως αυτού της της αυτού της εκ εκ προς εκ εκ αυτού αυτού εκ ως αποφάσεως αποφάσεως ως εκ αποφάσεως αποφάσεως της της αποφάσεως αποφάσεως αποφάσεως εκ αποφάσεως εκ εκ ως αυτού αυτού αποφάσεως αυτού ως εκ εκ της της ως αυτού εκ αποφάσεως αυτού ως αποφάσεως της ως ως ως εκ ως της αποφάσεως αποφάσεως αποφάσεως αυτού ως της της ως της ως εκ ως εκ αυτού της της εκ αποφάσεως της εκ της εκ xyxy=(673,1244,812,1377)
article-body: δια εκ της αυτού αυτού αυτού της αυτού αυτού της της ως της αυτού αυτού εκ αυτού αποφάσεως εκ αυτού αποφάσεως ως αποφάσεως της της αποφάσεως εκ αυτού αυτού αυτού εκ ως αποφάσεως ως εκ της αποφάσεως ως αυτού αυτού αυτού ως ως εκ αποφάσεως ως αυτού της της της αποφάσεως ως εκ της εκ της αυτού αυτού της εκ αποφάσεως της της της ως αυτού αποφάσεως της αποφάσεως εκ της εκ αυτού αυτού εκ της εκ αυτού αυτού εκ αποφάσεως αυτού ως αυτού εκ της αυτού αυτού αποφάσεως της αυτού της της ως της εκ αποφάσεως της ως αυτού της ως εκ αυτού ως εκ ως ως αυτού ως αποφάσεως εκ αυτού εκ εκ ως της ως της της αυτού αυτού ως εκ εκ της αποφάσεως αυτού ως της αποφάσεως ως αποφάσεως της ως εκ ως αποφάσεως αποφάσεως αυτού ως ως αποφάσεως ως της αυτού ως της αυτού ως εκ αποφάσεως της της αυτού ως xyxy=(673,300,812,481)
article-headline: 20 ΣΙΔΗΡΟΔΡΟΜΙΚΟΙ ΕΔΙΚΑΣΘΗΣΑΝ ΕΠΙ ΔΩΡΟΛΗΨΙΑ ΑΛΛ' ΗΘΩΩΘΗΣΑΝ xyxy=(689,40,796,80)
article xyxy=(823,1359,1108,1414)
article-body: ως αποφάσεως της ως αυτού εκ της αποφάσεως εκ εκ ως της της ως εκ ως της αυτού εκ της αποφάσεως αυτού αυτού αυτού αυτού αποφάσεως εκ της αποφάσεως αποφάσεως ως εκ εκ ως εκ ως αυτού της αποφάσεως αυτού της της αυτού εκ ως ως της εκ ως αποφάσεως αυτού αυτού αυτού της ως της ως αποφάσεως αποφάσεως αποφάσεως της ως ως ως της αποφάσεως της αποφάσεως αποφάσεως ως αποφάσεως εκ ως της ως αποφάσεως αυτού της εκ αποφάσεως αποφάσεως αποφάσεως αυτού εκ αποφάσεως αυτού εκ ως της εκ αποφάσεως εκ ως εκ αποφάσεως ως αυτού αυτού αποφάσεως ως ως αυτού της εκ αυτού ως ως αποφάσεως ως αυτού ως αυτού ως αυτού αποφάσεως αποφάσεως αυτού της αποφάσεως ως ως εκ ως αποφάσεως ως αποφάσεως αυτού ως ως εκ της αποφάσεως αυτού της αυτού ως εκ της αποφάσεως αυτού της αποφάσεως ως εκ εκ της ως της της αποφάσεως αυτού αποφάσεως αποφάσεως της αποφάσεως αποφάσεως αποφάσεως ως αποφάσεως ως αυτού της εκ της ως εκ της αυτού αυτού αποφάσεως ως αυτού εκ της της εκ εκ της αποφάσεως αυτού της ως xyxy=(6,1390,216,1538)
article xyxy=(673,1903,812,2061)
article-headline: ΑΓΝΩΣΤΟΣ "ΠΟΝΤΙΚΟΣ" ΑΡΠΑΖΕΙ ΕΚ ΞΕΝΟΔΟΧΕΙΩΝ xyxy=(240,1455,425,1476)
article-headline: Η ΑΠΟΚΤΗΣΙΣ ΠΤΥΧΙΟΥ ΧΕΙΡΙΣΤΟΥ ΜΗΧΑΝΗΣ ΚΙΝΗΜΑΤΟΓΡΑΦΟΥ xyxy=(683,858,801,889)
article-body: εκ εκ της εκ της ως ως εκ της εκ της ως εκ αποφάσεως εκ ως της ως εκ εκ εκ ως εκ αυτού εκ εκ αυτού εκ αποφάσεως αυτού αυτού της αυτού αποφάσεως της ως της της ως της ως της αυτού εκ αποφάσεως αποφάσεως ως εκ αυτού αυτού της ως ως αποφάσεως ως αυτού εκ αυτού της της της αποφάσεως ως αποφάσεως εκ εκ της ως της εκ αποφάσεως αποφάσεως αυτού αποφάσεως εκ ως της εκ xyxy=(823,1371,1108,1411)
article-headline: ΠΕΝΤΕ ΑΜΕΡΙΚΑΝΟΙ ΣΤΡΑΤΙΩΤΑΙ ΕΦΟΝΕΥΘΗΣΑΝ ΚΑΤΑ ΤΗΝ ΔΙΑΡΚΕΙΑΝ ΕΠΙΧΕΙΡΗΣΕΩΝ ΕΝΑΝΤΙΟΝ ΜΟΝΑΔΩΝ ΑΝΤΑΡΤΩΝ ΒΙΕΤ ΚΟΓΚ xyxy=(834,398,1097,478)
article xyxy=(227,1024,439,1152)
article-headline: ΠΥΡΚΑΓΙΑ ΑΠΕΤΕΦΡΩΣΕ ΚΟΣΜΗΜΑΤΟΠΩΛΕΙΟΝ ΕΙΣ ΒΟΛΟΝ ΕΚ ΤΩΝ ΚΑΤΑΣΤΗΜΑΤΑΡΧΩΝ ΥΠΕΣΤΗΣΑΝ ΕΓΚΑΥΜΑΤΑ xyxy=(21,971,201,1041)
article-body: ως αποφάσεως της ως αυτού εκ της αποφάσεως εκ εκ ως της της ως εκ ως της αυτού εκ της αποφάσεως αυτού αυτού αυτού αυτού αποφάσεως εκ της αποφάσεως αποφάσεως ως εκ εκ ως εκ ως αυτού της αποφάσεως αυτού της της αυτού εκ ως ως της εκ ως αποφάσεως αυτού αυτού αυτού της ως της ως αποφάσεως αποφάσεως αποφάσεως της ως ως ως της αποφάσεως της αποφάσεως αποφάσεως ως αποφάσεως εκ ως της ως αποφάσεως αυτού της εκ αποφάσεως αποφάσεως αποφάσεως αυτού εκ αποφάσεως αυτού εκ ως της εκ αποφάσεως εκ ως εκ αποφάσεως ως αυτού αυτού αποφάσεως ως ως αυτού της εκ αυτού ως ως αποφάσεως ως αυτού ως αυτού ως αυτού αποφάσεως αποφάσεως αυτού της αποφάσεως ως ως εκ ως αποφάσεως ως αποφάσεως αυτού ως ως εκ της αποφάσεως αυτού της αυτού ως εκ της αποφάσεως αυτού της αποφάσεως ως εκ εκ της ως της της αποφάσεως αυτού αποφάσεως αποφάσεως της αποφάσεως αποφάσεως αποφάσεως ως αποφάσεως ως αυτού της εκ της ως εκ της αυτού αυτού αποφάσεως ως αυτού εκ της της εκ εκ της αποφάσεως αυτού της ως xyxy=(450,1027,661,1176)
article-headline: ΚΑΤΑΔΙΚΗ ΟΔΗΓΟΥ ΔΙΟΤΙ ΕΣΤΑΘΜΕΥΣΕΝ ΑΝΤΙΚΑΝΟΝΙΚΩΣ xyxy=(229,831,437,852)
article-headline: ΕΠΙΔΙΚΕΤΑΙ ΑΝΑΝΕΩΣΙΣ ΤΗΣ ΣΥΜΒΑΣΕΩΣ 78 ΑΓΡΟΤΙΚΩΝ ΦΙΛΩΝ ΤΟΥ Κ. ΑΒΕΡΩΦ xyxy=(675,487,809,528)
article xyxy=(673,40,812,265)
article-divider xyxy=(6,1542,216,1543)
column-1 xyxy=(6,40,216,2046)
article-headline: ΣΟΒΑΡΑΣ ΑΥΘΑΙΡΕΣΙΑΣ ΚΡΑΤΙΚΩΝ ΥΠΗΡΕΣΙΩΝ ΚΑΤΑΓΓΕΛΛΕΙ Ο ΣΥΝΔΕΣΜΟΣ ΒΙΟΜΗΧΑΝΩΝ xyxy=(458,1182,653,1238)
article xyxy=(673,2228,812,2387)
article-body: ανακοινώσεως εκ ως εκ αποφάσεως ως ως της της της αυτού ως εκ αποφάσεως της αυτού αποφάσεως εκ αυτού της της αποφάσεως αποφάσεως αυτού εκ ως εκ αποφάσεως εκ ως αποφάσεως αποφάσεως της της ως αποφάσεως εκ αυτού εκ αυτού της της αυτού της εκ εκ αποφάσεως αυτού ως αποφάσεως αυτού αυτού αποφάσεως της αποφάσεως αυτού και της αυτού αυτού εκ της αυτού ως εκ αυτού ως της της ως εκ ως αποφάσεως αποφάσεως εκ αυτού ως της αποφάσεως αυτού αυτού της εκ αυτού εκ ως της αυτού της ως ως αυτού αυτού αυτού αποφάσεως εκ ως αυτού της εκ εκ ως αυτού αποφάσεως ως ως ως εκ ως αποφάσεως εκ αυτού ως της εκ αυτού εκ της ως εκ αποφάσεως αποφάσεως ως ως αυτού εκ ως αποφάσεως εκ αποφάσεως της αυτού αποφάσεως αποφάσεως ως ως ως της εκ της αυτού ως της αποφάσεως της εκ εκ αυτού αυτού ως εκ αποφάσεως ως ως αποφάσεως αποφάσεως της ως της εκ της ως ως ως ως αποφάσεως ως ως αποφάσεως της ως αποφάσεως της αποφάσεως αποφάσεως εκ εκ εκ ως της της εκ αυτού αποφάσεως της εκ αποφάσεως της της της αποφάσεως αυτού αυτού της ως αυτού αυτού εκ ως της αυτού ως αυτού της αποφάσεως της της αποφάσεως εκ αποφάσεως ως αποφάσεως εκ ως αυτού εκ αυτού εκ αυτού αποφάσεως εκ αποφάσεως αυτού εκ αυτού της εκ αυτού εκ εκ αποφάσεως ως ως αποφάσεως αποφάσεως της της εκ εκ αυτού εκ αποφάσεως ως αυτού ως εκ εκ αποφάσεως της ως εκ αυτού αυτού αποφάσεως ως αυτού ως αυτού αποφάσεως εκ αποφάσεως της εκ αποφάσεως αποφάσεως αυτού της αποφάσεως εκ ως αυτού αυτού εκ εκ αυτού αυτού ως της εκ αυτού αυτού της αυτού αυτού αποφάσεως αποφάσεως της αυτού της αποφάσεως εκ της αποφάσεως της αυτού ως αυτού αυτού αποφάσεως αποφάσεως αυτού αυτού αυτού της ως της αυτού αυτού της της αποφάσεως αποφάσεως αυτού της αυτού εκ αυτού ως της της αυτού εκ αυτού ως της αυτού αποφάσεως της της αποφάσεως αυτού αυτού της αυτού αποφάσεως και αποφάσεως ως xyxy=(450,137,661,403)
article xyxy=(673,859,812,1027)
article xyxy=(823,1478,1108,1533)
article xyxy=(823,884,1108,1024)
article xyxy=(227,1349,439,1453)
article xyxy=(673,687,812,855)
article-body: ως αποφάσεως της ως αυτού εκ της αποφάσεως εκ εκ ως της της ως εκ ως της αυτού εκ της αποφάσεως αυτού αυτού αυτού αυτού αποφάσεως εκ της αποφάσεως αποφάσεως ως εκ εκ ως εκ ως αυτού της αποφάσεως αυτού της της αυτού εκ ως ως της εκ ως αποφάσεως αυτού αυτού αυτού της ως της ως αποφάσεως αποφάσεως αποφάσεως της ως ως ως της αποφάσεως της αποφάσεως αποφάσεως ως αποφάσεως εκ ως της ως αποφάσεως αυτού της εκ αποφάσεως αποφάσεως αποφάσεως αυτού εκ αποφάσεως αυτού εκ ως της εκ αποφάσεως εκ ως εκ αποφάσεως ως αυτού αυτού αποφάσεως ως ως αυτού της εκ αυτού ως ως αποφάσεως ως αυτού ως αυτού ως αυτού αποφάσεως αποφάσεως αυτού της αποφάσεως ως ως εκ ως αποφάσεως ως αποφάσεως αυτού ως ως εκ της αποφάσεως αυτού της αυτού ως εκ της αποφάσεως αυτού της αποφάσεως ως εκ εκ της ως της της αποφάσεως αυτού αποφάσεως αποφάσεως της αποφάσεως αποφάσεως αποφάσεως ως αποφάσεως ως αυτού της εκ της ως εκ της αυτού αυτού αποφάσεως ως αυτού εκ της της εκ εκ της αποφάσεως αυτού της ως xyxy=(823,623,1108,733)
article-divider xyxy=(823,234,1108,235)
article-headline: Η ΤΖΑΚΥ ΕΠΕΙΣΕ ΤΟΝ ΡΟΜΠΕΡΤ ΝΑ ΠΑΡΑΜΕΙΝΗ ΕΙΣ ΤΗΝ ΠΟΛΙΤΙΚΗΝ xyxy=(675,268,809,299)
article-headline: ΡΩΣΣΙΚΑ ΟΠΛΑ ΚΑΤΕΣΧΕΘΗΣΑΝ ΕΙΣ ΤΟ ΚΟΓΚΟ xyxy=(683,1729,801,1760)
article-body: δια εκ της αυτού αυτού αυτού της αυτού αυτού της της ως της αυτού αυτού εκ αυτού αποφάσεως εκ αυτού αποφάσεως ως αποφάσεως της της αποφάσεως εκ αυτού αυτού αυτού εκ ως αποφάσεως ως εκ της αποφάσεως ως αυτού αυτού αυτού ως ως εκ αποφάσεως ως αυτού της της της αποφάσεως ως εκ της εκ της αυτού αυτού της εκ αποφάσεως της της της ως αυτού αποφάσεως της αποφάσεως εκ της εκ αυτού αυτού εκ της εκ αυτού αυτού εκ αποφάσεως αυτού ως αυτού εκ της αυτού αυτού αποφάσεως της αυτού της της ως της εκ αποφάσεως της ως αυτού της ως εκ αυτού ως εκ ως ως αυτού ως αποφάσεως εκ αυτού εκ εκ ως της ως της της αυτού αυτού ως εκ εκ της αποφάσεως αυτού ως της αποφάσεως ως αποφάσεως της ως εκ ως αποφάσεως αποφάσεως αυτού ως ως αποφάσεως ως της αυτού ως της αυτού ως εκ αποφάσεως της της αυτού ως xyxy=(6,421,216,538)
article-body: ως αποφάσεως της ως αυτού εκ της αποφάσεως εκ εκ ως της της ως εκ ως της αυτού εκ της αποφάσεως αυτού αυτού αυτού αυτού αποφάσεως εκ της αποφάσεως αποφάσεως ως εκ εκ ως εκ ως αυτού της αποφάσεως αυτού της της αυτού εκ ως ως της εκ ως αποφάσεως αυτού αυτού αυτού της ως της ως αποφάσεως αποφάσεως αποφάσεως της ως ως ως της αποφάσεως της αποφάσεως αποφάσεως ως αποφάσεως εκ ως της ως αποφάσεως αυτού της εκ αποφάσεως αποφάσεως αποφάσεως αυτού εκ αποφάσεως αυτού εκ ως της εκ αποφάσεως εκ ως εκ αποφάσεως ως αυτού αυτού αποφάσεως ως ως αυτού της εκ αυτού ως ως αποφάσεως ως αυτού ως αυτού ως αυτού αποφάσεως αποφάσεως αυτού της αποφάσεως ως ως εκ ως αποφάσεως ως αποφάσεως αυτού ως ως εκ της αποφάσεως αυτού της αυτού ως εκ της αποφάσεως αυτού της αποφάσεως ως εκ εκ της ως της της αποφάσεως αυτού αποφάσεως αποφάσεως της αποφάσεως αποφάσεως αποφάσεως ως αποφάσεως ως αυτού της εκ της ως εκ της αυτού αυτού αποφάσεως ως αυτού εκ της της εκ εκ της αποφάσεως αυτού της ως xyxy=(450,814,661,962)
article-divider xyxy=(227,1236,439,1237)
article-divider xyxy=(450,1732,661,1733)
article-body: εκ εκ της εκ της ως ως εκ της εκ της ως εκ αποφάσεως εκ ως της ως εκ εκ εκ ως εκ αυτού εκ εκ αυτού εκ αποφάσεως αυτού αυτού της αυτού αποφάσεως της ως της της ως της ως της αυτού εκ αποφάσεως αποφάσεως ως εκ αυτού αυτού της ως ως αποφάσεως ως αυτού εκ αυτού της της της αποφάσεως ως αποφάσεως εκ εκ της ως της εκ αποφάσεως αποφάσεως αυτού αποφάσεως εκ ως της εκ xyxy=(823,1490,1108,1529)
article-body: ΑΘΗΝΑΙ, αποφάσεως αυτού ως της της εκ αυτού αυτού αποφάσεως ως προς της αυτού εκ εκ ως αυτού αποφάσεως εκ ως εκ της ως ως ως αποφάσεως αποφάσεως αποφάσεως αυτού της της αυτού της εκ εκ προς εκ εκ αυτού αυτού εκ ως αποφάσεως αποφάσεως ως εκ αποφάσεως αποφάσεως της της αποφάσεως αποφάσεως αποφάσεως εκ αποφάσεως εκ εκ ως αυτού αυτού αποφάσεως αυτού ως εκ εκ της της ως αυτού εκ αποφάσεως αυτού ως αποφάσεως της ως ως ως εκ ως της αποφάσεως αποφάσεως αποφάσεως αυτού ως της της ως της ως εκ ως εκ αυτού της της εκ αποφάσεως της εκ της εκ xyxy=(450,1823,661,1901)
article-body: ΑΘΗΝΑΙ, αποφάσεως αυτού ως της της εκ αυτού αυτού αποφάσεως ως προς της αυτού εκ εκ ως αυτού αποφάσεως εκ ως εκ της ως ως ως αποφάσεως αποφάσεως αποφάσεως αυτού της της αυτού της εκ εκ προς εκ εκ αυτού αυτού εκ ως αποφάσεως αποφάσεως ως εκ αποφάσεως αποφάσεως της της αποφάσεως αποφάσεως αποφάσεως εκ αποφάσεως εκ εκ ως αυτού αυτού αποφάσεως αυτού ως εκ εκ της της ως αυτού εκ αποφάσεως αυτού ως αποφάσεως της ως ως ως εκ ως της αποφάσεως αποφάσεως αποφάσεως αυτού ως της της ως της ως εκ ως εκ αυτού της της εκ αποφάσεως της εκ της εκ xyxy=(227,1262,439,1341)
article-divider xyxy=(227,555,439,556)
column-rule xyxy=(667,40,668,1691)
article-body: ΑΘΗΝΑΙ, αποφάσεως αυτού ως της της εκ αυτού αυτού αποφάσεως ως προς της αυτού εκ εκ ως αυτού αποφάσεως εκ ως εκ της ως ως ως αποφάσεως αποφάσεως αποφάσεως αυτού της της αυτού της εκ εκ προς εκ εκ αυτού αυτού εκ ως αποφάσεως αποφάσεως ως εκ αποφάσεως αποφάσεως της της αποφάσεως αποφάσεως αποφάσεως εκ αποφάσεως εκ εκ ως αυτού αυτού αποφάσεως αυτού ως εκ εκ της της ως αυτού εκ αποφάσεως αυτού ως αποφάσεως της ως ως ως εκ ως της αποφάσεως αποφάσεως αποφάσεως αυτού ως της της ως της ως εκ ως εκ αυτού της της εκ αποφάσεως της εκ της εκ xyxy=(450,1650,661,1728)
signature: ΔΗΜ. ΡΙΓΓΙΝΟΣ Η. ΒΟΥΡΓΟΥΤΖΗΣ xyxy=(691,2568,794,2576)
article-body: εκ εκ της εκ της ως ως εκ της εκ της ως εκ αποφάσεως εκ ως της ως εκ εκ εκ ως εκ αυτού εκ εκ αυτού εκ αποφάσεως αυτού αυτού της αυτού αποφάσεως της ως της της ως της ως της αυτού εκ αποφάσεως αποφάσεως ως εκ αυτού αυτού της ως ως αποφάσεως ως αυτού εκ αυτού της της της αποφάσεως ως αποφάσεως εκ εκ της ως της εκ αποφάσεως αποφάσεως αυτού αποφάσεως εκ ως της εκ xyxy=(823,1312,1108,1352)
article-divider xyxy=(227,827,439,828)
article xyxy=(823,558,1108,737)
article-divider xyxy=(823,1473,1108,1474)
article xyxy=(673,1031,812,1200)
article-headline: Ο ΤΖΩΝ ΓΚΛΕΝ ΩΣ ΓΕΡΟΥΣΙΑΣΤΗΣ ΤΟΥ ΟΧΑΪΟ ΠΙΣΤΕΥΕΙ ΟΤΙ ΗΜΠΟΡΕΙ ΝΑ ΠΡΟΣΦΕΡΗ ΘΕΤΙΚΑΣ ΥΠΗΡΕΣΙΑΣ ΠΡΟΣ ΤΑΣ ΗΝ. ΠΟΛΙΤΕΙΑΣ xyxy=(825,557,1106,622)
article-divider xyxy=(227,181,439,182)
article xyxy=(450,1396,661,1634)
column-rule xyxy=(817,40,818,1691)
article-headline: 306.75 ΔΡΑΧ. Η ΧΡΥΣΗ ΛΙΡΑ ΕΙΣ ΤΗΝ ΘΕΣΣΑΛΟΝΙΚΗΝ ΚΑΙ 304.50 ΔΡΧ. ΕΙΣ ΑΘΗΝΑΣ xyxy=(228,559,438,595)
article xyxy=(450,1737,661,1807)
article-headline: ΑΠΟ ΤΗΝ ΚΑΤΕΡΙΝΗΝ xyxy=(278,1715,388,1726)
column-3 xyxy=(450,40,661,2023)
article-body: ως αποφάσεως της ως αυτού εκ της αποφάσεως εκ εκ ως της της ως εκ ως της αυτού εκ της αποφάσεως αυτού αυτού αυτού αυτού αποφάσεως εκ της αποφάσεως αποφάσεως ως εκ εκ ως εκ ως αυτού της αποφάσεως αυτού της της αυτού εκ ως ως της εκ ως αποφάσεως αυτού αυτού αυτού της ως της ως αποφάσεως αποφάσεως αποφάσεως της ως ως ως της αποφάσεως της αποφάσεως αποφάσεως ως αποφάσεως εκ ως της ως αποφάσεως αυτού της εκ αποφάσεως αποφάσεως αποφάσεως αυτού εκ αποφάσεως αυτού εκ ως της εκ αποφάσεως εκ ως εκ αποφάσεως ως αυτού αυτού αποφάσεως ως ως αυτού της εκ αυτού ως ως αποφάσεως ως αυτού ως αυτού ως αυτού αποφάσεως αποφάσεως αυτού της αποφάσεως ως ως εκ ως αποφάσεως ως αποφάσεως αυτού ως ως εκ της αποφάσεως αυτού της αυτού ως εκ της αποφάσεως αυτού της αποφάσεως ως εκ εκ της ως της της αποφάσεως αυτού αποφάσεως αποφάσεως της αποφάσεως αποφάσεως αποφάσεως ως αποφάσεως ως αυτού της εκ της ως εκ της αυτού αυτού αποφάσεως ως αυτού εκ της της εκ εκ της αποφάσεως αυτού της ως xyxy=(450,1240,661,1388)
article-headline: ΑΙ ΑΝΤΙΦΑΣΕΙΣ ΠΕΡΙΠΙΠΤΟΥΝ ΟΙ ΤΡΕΙΣ ΥΠΟΠΤΟΙ ΤΗΣ ΛΗΣΤΕΙΑΣ ΤΟΥ ΕΙΣΠΡΑΚΤΟΡΟΣ ΕΙΣ ΑΘΗΝΑΣ xyxy=(7,1151,214,1207)
article-headline: ΣΥΣΤΑΣΕΙΣ ΠΟΜΑΚΩΝ xyxy=(500,1637,611,1648)
article-body: κατά της αυτού ως εκ ως εκ ως της ως εκ ως ως αυτού αποφάσεως ως αυτού εκ αυτού ως ως ως αυτού αυτού αποφάσεως της της αποφάσεως της ως αυτού αυτού ως αυτού ως της αυτού της ως της αποφάσεως ως εκ αποφάσεως της της της εκ αυτού αποφάσεως αυτού αποφάσεως εκ αποφάσεως αποφάσεως αυτού της αποφάσεως της ως αυτού της αποφάσεως ως ως αποφάσεως της αυτού αποφάσεως ως της εκ αποφάσεως αυτού της της εκ της εκ αποφάσεως της της ως ως ως της αποφάσεως της ως της αυτού ως της εκ ως εκ εκ αυτού εκ αποφάσεως εκ εκ αυτού αποφάσεως εκ ως αυτού αποφάσεως της ως αυτού αυτού αυτού ως της της αποφάσεως της ως εκ ως της αποφάσεως αποφάσεως της αποφάσεως της ως εκ ως xyxy=(673,2412,812,2561)
article xyxy=(450,971,661,1180)
column-4 xyxy=(673,40,812,2576)
article-headline: ΜΠΑΛΛΕΡΙΝ ΤΟΥ ΤΣΑΙΚΟΦΣΚΥ ΕΓΥΡΙΣΘΗ ΤΑΙΝΙΑ xyxy=(683,1384,801,1415)
article-body: ανακοινώσεως της αυτού αποφάσεως εκ της της αυτού αποφάσεως της αποφάσεως αποφάσεως ως ως εκ αποφάσεως ως της αυτού ως εκ αποφάσεως εκ αυτού της εκ εκ εκ της αυτού της αποφάσεως αυτού αυτού αποφάσεως της της αυτού εκ αυτού αποφάσεως ως εκ εκ ως αποφάσεως εκ αυτού αυτού ως ως αυτού αυτού της ως της της εκ αποφάσεως αποφάσεως της αποφάσεως αυτού ως αποφάσεως της της ως εκ της της της εκ ως αποφάσεως εκ αυτού αυτού της αποφάσεως αποφάσεως ως εκ αποφάσεως εκ αποφάσεως αυτού αποφάσεως αποφάσεως αυτού αποφάσεως αυτού της ως αποφάσεως ως της ως εκ ως εκ αυτού αποφάσεως ως ως αποφάσεως αυτού αυτού αυτού της της αυτού της αποφάσεως αποφάσεως αυτού εκ αυτού ως εκ αποφάσεως εκ αυτού εκ ως εκ εκ αυτού εκ αποφάσεως εκ της ως ως της εκ ως της της αποφάσεως ως εκ της εκ αποφάσεως της της εκ αποφάσεως της αυτού ως αυτού αυτού αυτού αποφάσεως εκ αυτού ως εκ εκ αυτού αποφάσεως αυτού της της αποφάσεως αυτού ως της της της ως της της της ως ως εκ ως αποφάσεως αποφάσεως ως ως της της αυτού αποφάσεως εκ αποφάσεως αυτού αποφάσεως ως της αυτού ως αυτού της εκ αυτού ως αυτού ως αυτού προς ως αποφάσεως αποφάσεως αυτού της αυτού της εκ εκ ως αποφάσεως ως αυτού αποφάσεως αυτού αυτού αυτού μετά αποφάσεως ως της εκ ως εκ ως της εκ της ως xyxy=(6,1858,216,2046)
article-headline: ΠΕΡΙΟΡΙΣΜΟΝ ΤΟ ΕΝΔΙΑΦΕΡΟΝ ΕΙΣ ΘΕΣΣΑΛΟΝΙΚΗΝ ΔΙΑ ΤΗΝ ΕΠΕΝΔΥΣΙΝ ΧΡΗΜΑΤΩΝ ΕΙΣ ΧΡΥΣΑΣ ΛΙΡΑΣ xyxy=(462,1396,649,1465)
article-headline: ΤΑ ΘΕΜΑΤΑ ΤΟΥ ΣΥΝΩΜΙΛΙΩΝ xyxy=(889,1418,1042,1429)
article xyxy=(450,758,661,967)
article-headline: Ο ΔΡ ΚΑΣΤΡΟ ΩΜΙΛΗΣΕ ΠΡΟΣ ΤΟΥΣ ΕΡΓΑΤΑΣ ΜΕΓΑΛΟΥ ΡΩΣΣΙΚΟΥ ΕΡΓΟΣΤΑΣΙΟΥ ΕΞΑΡΑΣ ΤΗΝ ΡΩΣΣΟΚΟΥΒΑΝΙΚΗΝ ΦΙΛΙΑΝ xyxy=(826,238,1105,303)
article-headline: Η ΠΙΣΤΟΔΟΤΗΣΙΣ xyxy=(512,1909,599,1920)
article xyxy=(6,973,216,1148)
article-body: ως αποφάσεως της ως αυτού εκ της αποφάσεως εκ εκ ως της της ως εκ ως της αυτού εκ της αποφάσεως αυτού αυτού αυτού αυτού αποφάσεως εκ της αποφάσεως αποφάσεως ως εκ εκ ως εκ ως αυτού της αποφάσεως αυτού της της αυτού εκ ως ως της εκ ως αποφάσεως αυτού αυτού αυτού της ως της ως αποφάσεως αποφάσεως αποφάσεως της ως ως ως της αποφάσεως της αποφάσεως αποφάσεως ως αποφάσεως εκ ως της ως αποφάσεως αυτού της εκ αποφάσεως αποφάσεως αποφάσεως αυτού εκ αποφάσεως αυτού εκ ως της εκ αποφάσεως εκ ως εκ αποφάσεως ως αυτού αυτού αποφάσεως ως ως αυτού της εκ αυτού ως ως αποφάσεως ως αυτού ως αυτού ως αυτού αποφάσεως αποφάσεως αυτού της αποφάσεως ως ως εκ ως αποφάσεως ως αποφάσεως αυτού ως ως εκ της αποφάσεως αυτού της αυτού ως εκ της αποφάσεως αυτού της αποφάσεως ως εκ εκ της ως της της αποφάσεως αυτού αποφάσεως αποφάσεως της αποφάσεως αποφάσεως αποφάσεως ως αποφάσεως ως αυτού της εκ της ως εκ της αυτού αυτού αποφάσεως ως αυτού εκ της της εκ εκ της αποφάσεως αυτού της ως xyxy=(227,221,439,370)
article-body: δια εκ της αυτού αυτού αυτού της αυτού αυτού της της ως της αυτού αυτού εκ αυτού αποφάσεως εκ αυτού αποφάσεως ως αποφάσεως της της αποφάσεως εκ αυτού αυτού αυτού εκ ως αποφάσεως ως εκ της αποφάσεως ως αυτού αυτού αυτού ως ως εκ αποφάσεως ως αυτού της της της αποφάσεως ως εκ της εκ της αυτού αυτού της εκ αποφάσεως της της της ως αυτού αποφάσεως της αποφάσεως εκ της εκ αυτού αυτού εκ της εκ αυτού αυτού εκ αποφάσεως αυτού ως αυτού εκ της αυτού αυτού αποφάσεως της αυτού της της ως της εκ αποφάσεως της ως αυτού της ως εκ αυτού ως εκ ως ως αυτού ως αποφάσεως εκ αυτού εκ εκ ως της ως της της αυτού αυτού ως εκ εκ της αποφάσεως αυτού ως της αποφάσεως ως αποφάσεως της ως εκ ως αποφάσεως αποφάσεως αυτού ως ως αποφάσεως ως της αυτού ως της αυτού ως εκ αποφάσεως της της αυτού ως xyxy=(6,1208,216,1326)
article xyxy=(6,317,216,542)
article xyxy=(673,1731,812,1899)
article-divider xyxy=(823,553,1108,554)
article xyxy=(450,1639,661,1733)
article xyxy=(450,411,661,754)
article xyxy=(823,398,1108,554)
article-divider xyxy=(227,1711,439,1712)
column-rule xyxy=(221,40,222,1691)
article-body: ΑΘΗΝΑΙ, αποφάσεως αυτού ως της της εκ αυτού αυτού αποφάσεως ως προς της αυτού εκ εκ ως αυτού αποφάσεως εκ ως εκ της ως ως ως αποφάσεως αποφάσεως αποφάσεως αυτού της της αυτού της εκ εκ προς εκ εκ αυτού αυτού εκ ως αποφάσεως αποφάσεως ως εκ αποφάσεως αποφάσεως της της αποφάσεως αποφάσεως αποφάσεως εκ αποφάσεως εκ εκ ως αυτού αυτού αποφάσεως αυτού ως εκ εκ της της ως αυτού εκ αποφάσεως αυτού ως αποφάσεως της ως ως ως εκ ως της αποφάσεως αποφάσεως αποφάσεως αυτού ως της της ως της ως εκ ως εκ αυτού της της εκ αποφάσεως της εκ της εκ xyxy=(673,890,812,1023)
article-body: ως αποφάσεως της ως αυτού εκ της αποφάσεως εκ εκ ως της της ως εκ ως της αυτού εκ της αποφάσεως αυτού αυτού αυτού αυτού αποφάσεως εκ της αποφάσεως αποφάσεως ως εκ εκ ως εκ ως αυτού της αποφάσεως αυτού της της αυτού εκ ως ως της εκ ως αποφάσεως αυτού αυτού αυτού της ως της ως αποφάσεως αποφάσεως αποφάσεως της ως ως ως της αποφάσεως της αποφάσεως αποφάσεως ως αποφάσεως εκ ως της ως αποφάσεως αυτού της εκ αποφάσεως αποφάσεως αποφάσεως αυτού εκ αποφάσεως αυτού εκ ως της εκ αποφάσεως εκ ως εκ αποφάσεως ως αυτού αυτού αποφάσεως ως ως αυτού της εκ αυτού ως ως αποφάσεως ως αυτού ως αυτού ως αυτού αποφάσεως αποφάσεως αυτού της αποφάσεως ως ως εκ ως αποφάσεως ως αποφάσεως αυτού ως ως εκ της αποφάσεως αυτού της αυτού ως εκ της αποφάσεως αυτού της αποφάσεως ως εκ εκ της ως της της αποφάσεως αυτού αποφάσεως αποφάσεως της αποφάσεως αποφάσεως αποφάσεως ως αποφάσεως ως αυτού της εκ της ως εκ της αυτού αυτού αποφάσεως ως αυτού εκ της της εκ εκ της αποφάσεως αυτού της ως xyxy=(6,815,216,965)
article-divider xyxy=(673,484,812,485)
article xyxy=(227,721,439,827)
article xyxy=(673,2391,812,2565)
article-headline: ΝΕΑΡΟΙ ΤΟΥΡΚΟΙ ΒΟΗΘΟΥΜΕΝΟΙ ΚΑΙ ΥΠΟ ΦΙΛΩΝ ΤΩΝ ΑΠΗΓΑΓΟΝ ΑΚΟΥΣΙΩΣ ΔΥΟ ΝΕΑΝΙΔΑΣ ΕΚ ΚΟΜΟΤΗΝΗΣ xyxy=(9,315,212,396)
article xyxy=(673,1203,812,1382)
article-headline: ΑΓΝΩΣΤΟΙ ΔΙΑΡΡΗΞΑΝ ΚΑΤΑΣΤΗΜΑ ΕΙΣ ΒΟΛΟΝ ΚΑΙ ΕΙΣ ΑΘΗΝΑΣ xyxy=(681,1030,803,1061)
article xyxy=(673,1558,812,1726)
article xyxy=(673,270,812,485)
article-body: αι εκ ως αποφάσεως αποφάσεως αυτού εκ αποφάσεως ως αυτού εκ εκ αποφάσεως της αυτού ως εκ αυτού ως εκ της της εκ αυτού αποφάσεως εκ εκ αυτού της αυτού ως της εκ αυτού αυτού αυτού εκ ως ως ως της της της αποφάσεως εκ ως εκ της αυτού αποφάσεως ως ως αποφάσεως της αποφάσεως εκ της αυτού αποφάσεως της αποφάσεως εκ αυτού της εκ ως αποφάσεως ως ως αποφάσεως ως αυτού εκ αυτού αποφάσεως ως εκ αυτού εκ ως αποφάσεως αυτού εκ εκ αυτού αυτού αυτού της εκ ως αυτού ως αυτού αποφάσεως αποφάσεως αποφάσεως αυτού αυτού αποφάσεως της αποφάσεως ως αυτού της αποφάσεως εκ εκ αυτού ως της αυτού ως εκ της εκ αποφάσεως ως ως της εκ ως αυτού εκ εκ ως αποφάσεως αποφάσεως εκ αυτού ως ως αποφάσεως της ως της της αυτού ως αυτού αυτού εκ της της αποφάσεως της αποφάσεως της αποφάσεως της ως εκ ως της ως αποφάσεως εκ αποφάσεως αποφάσεως αποφάσεως εκ αποφάσεως εκ εκ ως αποφάσεως αυτού εκ ως της αποφάσεως εκ αυτού ως ως της της αποφάσεως της εκ αποφάσεως αποφάσεως εκ εκ της αποφάσεως ως αποφάσεως της αποφάσεως αυτού εκ της αυτού αποφάσεως εκ ως ως ως ως της αποφάσεως της ως αποφάσεως αποφάσεως εκ εκ εκ xyxy=(450,1466,661,1630)
article-body: κυβερνήσεως ως της αποφάσεως ως εκ εκ ως ως εκ εκ και αυτού εκ αποφάσεως αποφάσεως εκ ως αυτού εκ ως αυτού της ως της ως αποφάσεως της αυτού εκ της αποφάσεως αυτού αυτού αυτού αποφάσεως ως εκ αυτού της εκ ως εκ αυτού ως εκ αποφάσεως ως αυτού ως εκ της της εκ αυτού ως αυτού της εκ εκ εκ αποφάσεως αυτού αυτού εκ της εκ αποφάσεως της αυτού αποφάσεως εκ αποφάσεως ως εκ εκ αποφάσεως αποφάσεως αυτού της αποφάσεως εκ της ως αποφάσεως αποφάσεως αποφάσεως εκ αυτού εκ ως της ως της εκ αποφάσεως εκ εκ αυτού εκ εκ της εκ ως της ως αποφάσεως αποφάσεως εκ ως της ως της της αυτού ως αποφάσεως αυτού εκ ως εκ ως εκ της εκ ως αποφάσεως αυτού αποφάσεως αυτού αυτού εκ της της αποφάσεως ως ως αυτού της της αποφάσεως της αποφάσεως εκ ως ως ως αυτού εκ ως εκ της αποφάσεως αποφάσεως εκ της αποφάσεως ως αποφάσεως εκ ως αποφάσεως της αυτού εκ αυτού εκ ως εκ της αποφάσεως αποφάσεως εκ αποφάσεως εκ αποφάσεως της αποφάσεως της ως αυτού αυτού αυτού αποφάσεως της αποφάσεως ως αποφάσεως ως αυτού ως ως εκ αποφάσεως της ως αυτού αυτού αποφάσεως ως αυτού της εκ ως αυτού της της ως αποφάσεως της εκ ως εκ εκ αυτού της της αυτού της εκ αυτού ως αυτού αυτού αυτού εκ της της αποφάσεως αποφάσεως ως εκ εκ ως αυτού αυτού ως εκ ως ως εκ της αποφάσεως της αποφάσεως αποφάσεως αποφάσεως εκ της ως αποφάσεως αυτού εκ ως της αποφάσεως της αποφάσεως αποφάσεως αποφάσεως της αυτού αυτού αυτού εκ της εκ αυτού εκ της της εκ ως αποφάσεως της της αποφάσεως εκ εκ ως της της αποφάσεως αυτού ως ως ως ως ως εκ εκ αποφάσεως αποφάσεως ως ως εκ της ως αποφάσεως αυτού ως αποφάσεως αυτού ως αποφάσεως ως αποφάσεως αποφάσεως της εκ αποφάσεως της xyxy=(450,507,661,750)
article-subheadline: ΣΥΝΕΛΗΦΘΗΣΑΝ ΚΑΙ ΠΑΡΕΠΕΜΦΘΗΣΑΝ ΕΙΣ ΔΙΚΗΝ xyxy=(13,398,208,419)
article-body: ΑΘΗΝΑΙ, αποφάσεως αυτού ως της της εκ αυτού αυτού αποφάσεως ως προς της αυτού εκ εκ ως αυτού αποφάσεως εκ ως εκ της ως ως ως αποφάσεως αποφάσεως αποφάσεως αυτού της της αυτού της εκ εκ προς εκ εκ αυτού αυτού εκ ως αποφάσεως αποφάσεως ως εκ αποφάσεως αποφάσεως της της αποφάσεως αποφάσεως αποφάσεως εκ αποφάσεως εκ εκ ως αυτού αυτού αποφάσεως αυτού ως εκ εκ της της ως αυτού εκ αποφάσεως αυτού ως αποφάσεως της ως ως ως εκ ως της αποφάσεως αποφάσεως αποφάσεως αυτού ως της της ως της ως εκ ως εκ αυτού της της εκ αποφάσεως της εκ της εκ xyxy=(673,1062,812,1195)
article-headline: ΝΕΑ ΜΕΤΡΑ ΥΠΕΡ ΤΩΝ ΚΑΠΝΟΠΑΡΑΓΩΓΩΝ ΚΑΤΕΒΥΘΗΣΕΝ Ο ΑΡΧΗΓΟΣ ΤΗΣ Ε.Ρ.Ε. xyxy=(22,1545,199,1610)
article-headline: ΟΙ ΜΩΑΜΕΘΑΝΟΙ ΤΟΥ ΑΝΑΤΟΛΙΚΟΥ ΠΑΚΙΣΤΑΝ ΣΦΑΖΟΥΝ ΤΩΡΑ ΜΕ ΤΗΝ ΣΕΙΡΑΝ ΤΩΝ ΙΝΔΟΥΣ xyxy=(826,1027,1106,1077)
article-divider xyxy=(673,1553,812,1554)
article xyxy=(673,489,812,682)
article-divider xyxy=(227,374,439,375)
article-body: ΑΘΗΝΑΙ, αποφάσεως αυτού ως της της εκ αυτού αυτού αποφάσεως ως προς της αυτού εκ εκ ως αυτού αποφάσεως εκ ως εκ της ως ως ως αποφάσεως αποφάσεως αποφάσεως αυτού της της αυτού της εκ εκ προς εκ εκ αυτού αυτού εκ ως αποφάσεως αποφάσεως ως εκ αποφάσεως αποφάσεως της της αποφάσεως αποφάσεως αποφάσεως εκ αποφάσεως εκ εκ ως αυτού αυτού αποφάσεως αυτού ως εκ εκ της της ως αυτού εκ αποφάσεως αυτού ως αποφάσεως της ως ως ως εκ ως της αποφάσεως αποφάσεως αποφάσεως αυτού ως της της ως της ως εκ ως εκ αυτού της της εκ αποφάσεως της εκ της εκ xyxy=(673,1416,812,1550)
article xyxy=(673,1386,812,1554)
article-headline: ΣΥΝΕΔΡΙΟΝ ΕΚΠΡΟΣΩΠΩΝ ΥΠΑΛΛΗΛΩΝ ΤΟΥ Ι.Κ.Α. xyxy=(232,1024,434,1045)
article xyxy=(6,1547,216,1843)
article-headline: ΤΑ ΕΞΟΔΑ ΚΙΝΗΣΕΩΣ ΟΛΩΝ ΤΩΝ ΔΙΚΑΣΤΙΚΩΝ ΘΑ ΠΑΡΑΜΕΙΝΟΥΝ ΕΙΣ ΤΑ ΠΑΛΑΙΑ ΕΠΙΠΕΔΑ xyxy=(10,545,211,610)
article-headline: ΑΝΑΚΟΙΝΩΣΙΣ ΤΟΥ ΥΠΟΥΡΓΕΙΟΥ ΑΜΥΝΗΣ ΔΙΑ ΤΗΝ ΔΙΑΔΕΞΙΝ ΤΟΥ Κ. ΠΑΝ. ΠΙΠΙΝΕΛΗ xyxy=(450,969,661,1026)
article-divider xyxy=(823,1152,1108,1153)
article-body: ΑΘΗΝΑΙ, αποφάσεως αυτού ως της της εκ αυτού αυτού αποφάσεως ως προς της αυτού εκ εκ ως αυτού αποφάσεως εκ ως εκ της ως ως ως αποφάσεως αποφάσεως αποφάσεως αυτού της της αυτού της εκ εκ προς εκ εκ αυτού αυτού εκ ως αποφάσεως αποφάσεως ως εκ αποφάσεως αποφάσεως της της αποφάσεως αποφάσεως αποφάσεως εκ αποφάσεως εκ εκ ως αυτού αυτού αποφάσεως αυτού ως εκ εκ της της ως αυτού εκ αποφάσεως αυτού ως αποφάσεως της ως ως ως εκ ως της αποφάσεως αποφάσεως αποφάσεως αυτού ως της της ως της ως εκ ως εκ αυτού της της εκ αποφάσεως της εκ της εκ xyxy=(227,938,439,1017)
article-divider xyxy=(227,1452,439,1453)
article xyxy=(6,40,216,313)
article xyxy=(450,40,661,407)
article-headline: ΠΑΡΕΤΑΘΗ Η ΣΥΜΦΩΝΙΑ ΣΥΝΕΡΓΑΣΙΑΣ ΠΕΚΙΝΟΥ ΚΑΙ ΠΑΝΚΟΦ xyxy=(673,1557,812,1588)
article-body: ΑΘΗΝΑΙ, αποφάσεως αυτού ως της της εκ αυτού αυτού αποφάσεως ως προς της αυτού εκ εκ ως αυτού αποφάσεως εκ ως εκ της ως ως ως αποφάσεως αποφάσεως αποφάσεως αυτού της της αυτού της εκ εκ προς εκ εκ αυτού αυτού εκ ως αποφάσεως αποφάσεως ως εκ αποφάσεως αποφάσεως της της αποφάσεως αποφάσεως αποφάσεως εκ αποφάσεως εκ εκ ως αυτού αυτού αποφάσεως αυτού ως εκ εκ της της ως αυτού εκ αποφάσεως αυτού ως αποφάσεως της ως ως ως εκ ως της αποφάσεως αποφάσεως αποφάσεως αυτού ως της της ως της ως εκ ως εκ αυτού της της εκ αποφάσεως της εκ της εκ xyxy=(673,717,812,850)
article-body: ΑΘΗΝΑΙ, αποφάσεως αυτού ως της της εκ αυτού αυτού αποφάσεως ως προς της αυτού εκ εκ ως αυτού αποφάσεως εκ ως εκ της ως ως ως αποφάσεως αποφάσεως αποφάσεως αυτού της της αυτού της εκ εκ προς εκ εκ αυτού αυτού εκ ως αποφάσεως αποφάσεως ως εκ αποφάσεως αποφάσεως της της αποφάσεως αποφάσεως αποφάσεως εκ αποφάσεως εκ εκ ως αυτού αυτού αποφάσεως αυτού ως εκ εκ της της ως αυτού εκ αποφάσεως αυτού ως αποφάσεως της ως ως ως εκ ως της αποφάσεως αποφάσεως αποφάσεως αυτού ως της της ως της ως εκ ως εκ αυτού της της εκ αποφάσεως της εκ της εκ xyxy=(673,1589,812,1722)
article-body: δια εκ της αυτού αυτού αυτού της αυτού αυτού της της ως της αυτού αυτού εκ αυτού αποφάσεως εκ αυτού αποφάσεως ως αποφάσεως της της αποφάσεως εκ αυτού αυτού αυτού εκ ως αποφάσεως ως εκ της αποφάσεως ως αυτού αυτού αυτού ως ως εκ αποφάσεως ως αυτού της της της αποφάσεως ως εκ της εκ της αυτού αυτού της εκ αποφάσεως της της της ως αυτού αποφάσεως της αποφάσεως εκ της εκ αυτού αυτού εκ της εκ αυτού αυτού εκ αποφάσεως αυτού ως αυτού εκ της αυτού αυτού αποφάσεως της αυτού της της ως της εκ αποφάσεως της ως αυτού της ως εκ αυτού ως εκ ως ως αυτού ως αποφάσεως εκ αυτού εκ εκ ως της ως της της αυτού αυτού ως εκ εκ της αποφάσεως αυτού ως της αποφάσεως ως αποφάσεως της ως εκ ως αποφάσεως αποφάσεως αυτού ως ως αποφάσεως ως της αυτού ως της αυτού ως εκ αποφάσεως της της αυτού ως xyxy=(673,81,812,261)
article-divider xyxy=(6,312,216,313)
article xyxy=(6,1152,216,1329)
article-headline: ΔΙΑΠΙΣΤΩΣΙΣ ΤΟΥ ΠΟΛΙΤΙΚΟΥ xyxy=(892,1359,1040,1370)
